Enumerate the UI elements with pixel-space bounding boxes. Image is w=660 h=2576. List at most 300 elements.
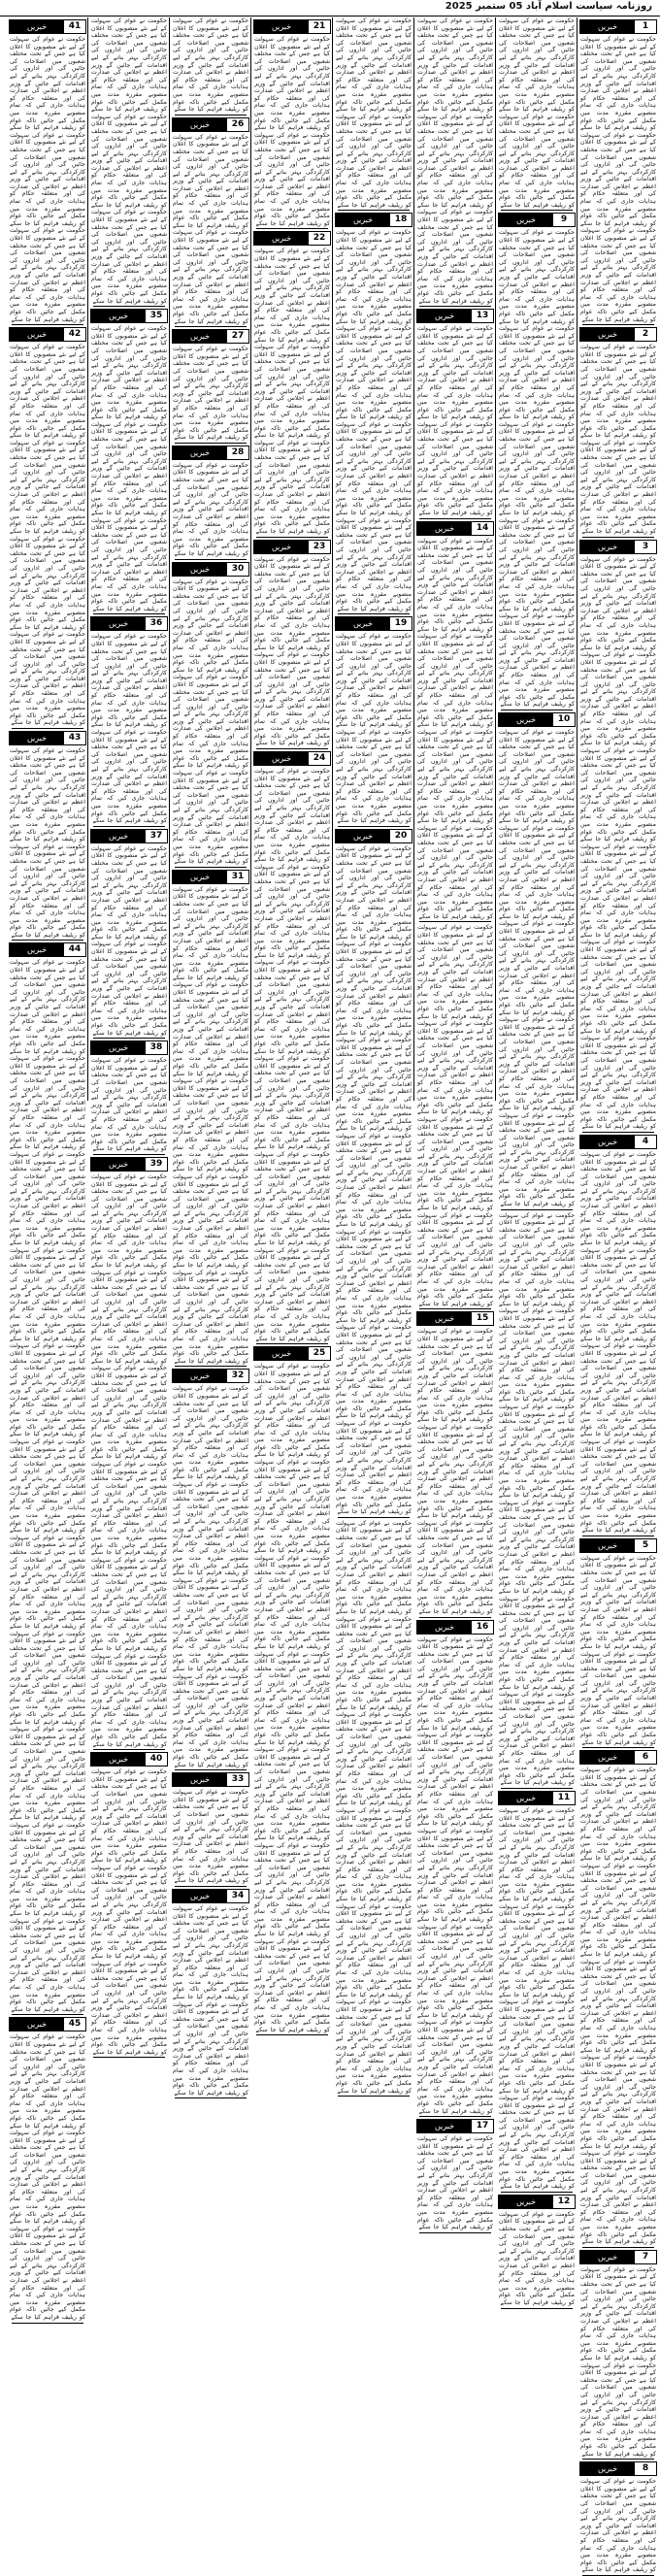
news-item-label: خبریں xyxy=(254,1347,309,1360)
item-divider xyxy=(93,1749,165,1750)
column-rule xyxy=(169,17,170,1101)
news-item-label: خبریں xyxy=(417,310,472,322)
news-item-body: حکومت نے عوام کی سہولت کے لیے نئے منصوبوں کا اعلان کیا ہے جس کے تحت مختلف شعبوں میں اصلاحات کی جائیں گی اور اداروں کی کارکردگی بہتر بنانے کے لیے اقدامات کیے جائیں گے وزیر اعظم نے اجلاس کی صدارت کی اور متعلقہ حکام کو ہدایات جاری کیں کہ تمام منصوبے مقررہ مدت میں مکمل کیے جائیں تاکہ عوام کو ریلیف فراہم کیا جا سکے xyxy=(580,2478,656,2574)
column-rule xyxy=(413,17,414,1101)
news-item xyxy=(171,329,250,444)
news-item-body: حکومت نے عوام کی سہولت کے لیے نئے منصوبوں کا اعلان کیا ہے جس کے تحت مختلف شعبوں میں اصلاحات کی جائیں گی اور اداروں کی کارکردگی بہتر بنانے کے لیے اقدامات کیے جائیں گے وزیر اعظم نے اجلاس کی صدارت کی اور متعلقہ حکام کو ہدایات جاری کیں کہ تمام منصوبے مقررہ مدت میں مکمل کیے جائیں تاکہ عوام کو ریلیف فراہم کیا جا سکے حکومت نے عوام کی سہولت کے لیے نئے منصوبوں کا اعلان کیا ہے جس کے تحت مختلف شعبوں میں اصلاحات کی جائیں گی اور اداروں کی کارکردگی بہتر بنانے کے لیے اقدامات کیے جائیں گے وزیر اعظم نے اجلاس کی صدارت کی اور متعلقہ حکام کو ہدایات جاری کیں کہ تمام منصوبے مقررہ مدت میں مکمل کیے جائیں تاکہ عوام کو ریلیف فراہم کیا جا سکے حکومت نے عوام کی سہولت کے لیے نئے منصوبوں کا اعلان کیا ہے جس کے تحت مختلف شعبوں میں اصلاحات کی جائیں گی اور اداروں کی کارکردگی بہتر بنانے کے لیے اقدامات کیے جائیں گے وزیر اعظم نے اجلاس کی صدارت کی اور متعلقہ حکام کو ہدایات جاری کیں کہ تمام منصوبے مقررہ مدت میں مکمل کیے جائیں تاکہ عوام کو ریلیف فراہم کیا جا سکے حکومت نے عوام کی سہولت کے لیے نئے منصوبوں کا اعلان کیا ہے جس کے تحت مختلف شعبوں میں اصلاحات کی جائیں گی اور اداروں کی کارکردگی بہتر بنانے کے لیے اقدامات کیے جائیں گے وزیر اعظم نے اجلاس کی صدارت کی اور متعلقہ حکام کو ہدایات جاری کیں کہ تمام منصوبے مقررہ مدت میں مکمل کیے جائیں تاکہ عوام کو ریلیف فراہم کیا جا سکے حکومت نے عوام کی سہولت کے لیے نئے منصوبوں کا اعلان کیا ہے جس کے تحت مختلف شعبوں میں اصلاحات کی جائیں گی اور اداروں کی کارکردگی بہتر بنانے کے لیے اقدامات کیے جائیں گے وزیر اعظم نے اجلاس کی صدارت کی اور متعلقہ حکام کو ہدایات جاری کیں کہ تمام منصوبے مقررہ مدت میں مکمل کیے جائیں تاکہ عوام کو ریلیف فراہم کیا جا سکے حکومت نے عوام کی سہولت کے لیے نئے منصوبوں کا اعلان کیا ہے جس کے تحت مختلف شعبوں میں اصلاحات کی جائیں گی اور اداروں کی کارکردگی بہتر بنانے کے لیے اقدامات کیے جائیں گے وزیر اعظم نے اجلاس کی صدارت کی اور متعلقہ حکام کو ہدایات جاری کیں کہ تمام منصوبے مقررہ مدت میں مکمل کیے جائیں تاکہ عوام کو ریلیف فراہم کیا جا سکے حکومت نے عوام کی سہولت کے لیے نئے منصوبوں کا اعلان کیا ہے جس کے تحت مختلف شعبوں میں اصلاحات کی جائیں گی اور اداروں کی کارکردگی بہتر بنانے کے لیے اقدامات کیے جائیں گے وزیر اعظم نے اجلاس کی صدارت کی اور متعلقہ حکام کو ہدایات جاری کیں کہ تمام منصوبے مقررہ مدت میں مکمل کیے جائیں تاکہ عوام کو ریلیف فراہم کیا جا سکے xyxy=(254,1363,330,2033)
masthead xyxy=(0,0,660,17)
item-divider xyxy=(501,2308,573,2309)
news-item-header xyxy=(498,1791,576,1805)
news-item-body: حکومت نے عوام کی سہولت کے لیے نئے منصوبوں کا اعلان کیا ہے جس کے تحت مختلف شعبوں میں اصلاحات کی جائیں گی اور اداروں کی کارکردگی بہتر بنانے کے لیے اقدامات کیے جائیں گے وزیر اعظم نے اجلاس کی صدارت کی اور متعلقہ حکام کو ہدایات جاری کیں کہ تمام منصوبے مقررہ مدت میں مکمل کیے جائیں تاکہ عوام کو ریلیف فراہم کیا جا سکے حکومت نے عوام کی سہولت کے لیے نئے منصوبوں کا اعلان کیا ہے جس کے تحت مختلف شعبوں میں اصلاحات کی جائیں گی اور اداروں کی کارکردگی بہتر بنانے کے لیے اقدامات کیے جائیں گے وزیر اعظم نے اجلاس کی صدارت کی اور متعلقہ حکام کو ہدایات جاری کیں کہ تمام منصوبے مقررہ مدت میں مکمل کیے جائیں تاکہ عوام کو ریلیف فراہم کیا جا سکے xyxy=(91,633,167,825)
news-item-body: حکومت نے عوام کی سہولت کے لیے نئے منصوبوں کا اعلان کیا ہے جس کے تحت مختلف شعبوں میں اصلاحات کی جائیں گی اور اداروں کی کارکردگی بہتر بنانے کے لیے اقدامات کیے جائیں گے وزیر اعظم نے اجلاس کی صدارت کی اور متعلقہ حکام کو ہدایات جاری کیں کہ تمام منصوبے مقررہ مدت میں مکمل کیے جائیں تاکہ عوام کو ریلیف فراہم کیا جا سکے حکومت نے عوام کی سہولت کے لیے نئے منصوبوں کا اعلان کیا ہے جس کے تحت مختلف شعبوں میں اصلاحات کی جائیں گی اور اداروں کی کارکردگی بہتر بنانے کے لیے اقدامات کیے جائیں گے وزیر اعظم نے اجلاس کی صدارت کی اور متعلقہ حکام کو ہدایات جاری کیں کہ تمام منصوبے مقررہ مدت میں مکمل کیے جائیں تاکہ عوام کو ریلیف فراہم کیا جا سکے حکومت نے عوام کی سہولت کے لیے نئے منصوبوں کا اعلان کیا ہے جس کے تحت مختلف شعبوں میں اصلاحات کی جائیں گی اور اداروں کی کارکردگی بہتر بنانے کے لیے اقدامات کیے جائیں گے وزیر اعظم نے اجلاس کی صدارت کی اور متعلقہ حکام کو ہدایات جاری کیں کہ تمام منصوبے مقررہ مدت میں مکمل کیے جائیں تاکہ عوام کو ریلیف فراہم کیا جا سکے xyxy=(91,325,167,612)
news-item-body: حکومت نے عوام کی سہولت کے لیے نئے منصوبوں کا اعلان کیا ہے جس کے تحت مختلف شعبوں میں اصلاحات کی جائیں گی اور اداروں کی کارکردگی بہتر بنانے کے لیے اقدامات کیے جائیں گے وزیر اعظم نے اجلاس کی صدارت کی اور متعلقہ حکام کو ہدایات جاری کیں کہ تمام منصوبے مقررہ مدت میں مکمل کیے جائیں تاکہ عوام کو ریلیف فراہم کیا جا سکے xyxy=(173,346,248,442)
news-item xyxy=(89,1157,169,1750)
news-item-label: خبریں xyxy=(91,617,146,630)
news-item-body: حکومت نے عوام کی سہولت کے لیے نئے منصوبوں کا اعلان کیا ہے جس کے تحت مختلف شعبوں میں اصلاحات کی جائیں گی اور اداروں کی کارکردگی بہتر بنانے کے لیے اقدامات کیے جائیں گے وزیر اعظم نے اجلاس کی صدارت کی اور متعلقہ حکام کو ہدایات جاری کیں کہ تمام منصوبے مقررہ مدت میں مکمل کیے جائیں تاکہ عوام کو ریلیف فراہم کیا جا سکے xyxy=(91,1057,167,1153)
item-divider xyxy=(175,1886,247,1887)
news-item-header xyxy=(579,19,657,34)
news-item-number: 38 xyxy=(146,1041,167,1054)
news-item-body: حکومت نے عوام کی سہولت کے لیے نئے منصوبوں کا اعلان کیا ہے جس کے تحت مختلف شعبوں میں اصلاحات کی جائیں گی اور اداروں کی کارکردگی بہتر بنانے کے لیے اقدامات کیے جائیں گے وزیر اعظم نے اجلاس کی صدارت کی اور متعلقہ حکام کو ہدایات جاری کیں کہ تمام منصوبے مقررہ مدت میں مکمل کیے جائیں تاکہ عوام کو ریلیف فراہم کیا جا سکے حکومت نے عوام کی سہولت کے لیے نئے منصوبوں کا اعلان کیا ہے جس کے تحت مختلف شعبوں میں اصلاحات کی جائیں گی اور اداروں کی کارکردگی بہتر بنانے کے لیے اقدامات کیے جائیں گے وزیر اعظم نے اجلاس کی صدارت کی اور متعلقہ حکام کو ہدایات جاری کیں کہ تمام منصوبے مقررہ مدت میں مکمل کیے جائیں تاکہ عوام کو ریلیف فراہم کیا جا سکے xyxy=(336,633,412,825)
news-item-header xyxy=(172,117,249,132)
news-item-body: حکومت نے عوام کی سہولت کے لیے نئے منصوبوں کا اعلان کیا ہے جس کے تحت مختلف شعبوں میں اصلاحات کی جائیں گی اور اداروں کی کارکردگی بہتر بنانے کے لیے اقدامات کیے جائیں گے وزیر اعظم نے اجلاس کی صدارت کی اور متعلقہ حکام کو ہدایات جاری کیں کہ تمام منصوبے مقررہ مدت میں مکمل کیے جائیں تاکہ عوام کو ریلیف فراہم کیا جا سکے حکومت نے عوام کی سہولت کے لیے نئے منصوبوں کا اعلان کیا ہے جس کے تحت مختلف شعبوں میں اصلاحات کی جائیں گی اور اداروں کی کارکردگی بہتر بنانے کے لیے اقدامات کیے جائیں گے وزیر اعظم نے اجلاس کی صدارت کی اور متعلقہ حکام کو ہدایات جاری کیں کہ تمام منصوبے مقررہ مدت میں مکمل کیے جائیں تاکہ عوام کو ریلیف فراہم کیا جا سکے xyxy=(580,2265,656,2458)
column-rule xyxy=(495,17,496,1101)
news-item xyxy=(578,19,658,325)
news-item-body: حکومت نے عوام کی سہولت کے لیے نئے منصوبوں کا اعلان کیا ہے جس کے تحت مختلف شعبوں میں اصلاحات کی جائیں گی اور اداروں کی کارکردگی بہتر بنانے کے لیے اقدامات کیے جائیں گے وزیر اعظم نے اجلاس کی صدارت کی اور متعلقہ حکام کو ہدایات جاری کیں کہ تمام منصوبے مقررہ مدت میں مکمل کیے جائیں تاکہ عوام کو ریلیف فراہم کیا جا سکے حکومت نے عوام کی سہولت کے لیے نئے منصوبوں کا اعلان کیا ہے جس کے تحت مختلف شعبوں میں اصلاحات کی جائیں گی اور اداروں کی کارکردگی بہتر بنانے کے لیے اقدامات کیے جائیں گے وزیر اعظم نے اجلاس کی صدارت کی اور متعلقہ حکام کو ہدایات جاری کیں کہ تمام منصوبے مقررہ مدت میں مکمل کیے جائیں تاکہ عوام کو ریلیف فراہم کیا جا سکے xyxy=(173,133,248,325)
news-item-label: خبریں xyxy=(417,1312,472,1325)
item-divider xyxy=(175,1769,247,1770)
news-item-number: 44 xyxy=(64,943,85,956)
news-item-number: 26 xyxy=(227,118,248,131)
news-item xyxy=(415,1311,495,1617)
news-item-label: خبریں xyxy=(10,2018,64,2031)
news-item-body: حکومت نے عوام کی سہولت کے لیے نئے منصوبوں کا اعلان کیا ہے جس کے تحت مختلف شعبوں میں اصلاحات کی جائیں گی اور اداروں کی کارکردگی بہتر بنانے کے لیے اقدامات کیے جائیں گے وزیر اعظم نے اجلاس کی صدارت کی اور متعلقہ حکام کو ہدایات جاری کیں کہ تمام منصوبے مقررہ مدت میں مکمل کیے جائیں تاکہ عوام کو ریلیف فراہم کیا جا سکے حکومت نے عوام کی سہولت کے لیے نئے منصوبوں کا اعلان کیا ہے جس کے تحت مختلف شعبوں میں اصلاحات کی جائیں گی اور اداروں کی کارکردگی بہتر بنانے کے لیے اقدامات کیے جائیں گے وزیر اعظم نے اجلاس کی صدارت کی اور متعلقہ حکام کو ہدایات جاری کیں کہ تمام منصوبے مقررہ مدت میں مکمل کیے جائیں تاکہ عوام کو ریلیف فراہم کیا جا سکے حکومت نے عوام کی سہولت کے لیے نئے منصوبوں کا اعلان کیا ہے جس کے تحت مختلف شعبوں میں اصلاحات کی جائیں گی اور اداروں کی کارکردگی بہتر بنانے کے لیے اقدامات کیے جائیں گے وزیر اعظم نے اجلاس کی صدارت کی اور متعلقہ حکام کو ہدایات جاری کیں کہ تمام منصوبے مقررہ مدت میں مکمل کیے جائیں تاکہ عوام کو ریلیف فراہم کیا جا سکے xyxy=(10,2033,85,2321)
news-item xyxy=(497,712,577,1210)
news-item-header xyxy=(253,751,331,766)
item-divider xyxy=(419,518,491,519)
news-item-number: 33 xyxy=(227,1773,248,1786)
column-rule xyxy=(87,17,88,1101)
item-divider xyxy=(338,2096,410,2097)
news-item-label: خبریں xyxy=(580,2462,635,2475)
news-item-label: خبریں xyxy=(173,1773,227,1786)
item-divider xyxy=(256,2034,328,2035)
column-rule xyxy=(332,17,333,1101)
news-item xyxy=(252,751,332,1344)
news-item-header xyxy=(579,327,657,342)
news-item-label: خبریں xyxy=(173,1890,227,1902)
news-item-label: خبریں xyxy=(336,214,390,226)
news-item-number: 14 xyxy=(472,522,493,535)
news-item-body: حکومت نے عوام کی سہولت کے لیے نئے منصوبوں کا اعلان کیا ہے جس کے تحت مختلف شعبوں میں اصلاحات کی جائیں گی اور اداروں کی کارکردگی بہتر بنانے کے لیے اقدامات کیے جائیں گے وزیر اعظم نے اجلاس کی صدارت کی اور متعلقہ حکام کو ہدایات جاری کیں کہ تمام منصوبے مقررہ مدت میں مکمل کیے جائیں تاکہ عوام کو ریلیف فراہم کیا جا سکے حکومت نے عوام کی سہولت کے لیے نئے منصوبوں کا اعلان کیا ہے جس کے تحت مختلف شعبوں میں اصلاحات کی جائیں گی اور اداروں کی کارکردگی بہتر بنانے کے لیے اقدامات کیے جائیں گے وزیر اعظم نے اجلاس کی صدارت کی اور متعلقہ حکام کو ہدایات جاری کیں کہ تمام منصوبے مقررہ مدت میں مکمل کیے جائیں تاکہ عوام کو ریلیف فراہم کیا جا سکے حکومت نے عوام کی سہولت کے لیے نئے منصوبوں کا اعلان کیا ہے جس کے تحت مختلف شعبوں میں اصلاحات کی جائیں گی اور اداروں کی کارکردگی بہتر بنانے کے لیے اقدامات کیے جائیں گے وزیر اعظم نے اجلاس کی صدارت کی اور متعلقہ حکام کو ہدایات جاری کیں کہ تمام منصوبے مقررہ مدت میں مکمل کیے جائیں تاکہ عوام کو ریلیف فراہم کیا جا سکے حکومت نے عوام کی سہولت کے لیے نئے منصوبوں کا اعلان کیا ہے جس کے تحت مختلف شعبوں میں اصلاحات کی جائیں گی اور اداروں کی کارکردگی بہتر بنانے کے لیے اقدامات کیے جائیں گے وزیر اعظم نے اجلاس کی صدارت کی اور متعلقہ حکام کو ہدایات جاری کیں کہ تمام منصوبے مقررہ مدت میں مکمل کیے جائیں تاکہ عوام کو ریلیف فراہم کیا جا سکے حکومت نے عوام کی سہولت کے لیے نئے منصوبوں کا اعلان کیا ہے جس کے تحت مختلف شعبوں میں اصلاحات کی جائیں گی اور اداروں کی کارکردگی بہتر بنانے کے لیے اقدامات کیے جائیں گے وزیر اعظم نے اجلاس کی صدارت کی اور متعلقہ حکام کو ہدایات جاری کیں کہ تمام منصوبے مقررہ مدت میں مکمل کیے جائیں تاکہ عوام کو ریلیف فراہم کیا جا سکے xyxy=(499,229,575,709)
item-divider xyxy=(582,1747,654,1748)
masthead-title: روزنامہ سیاست اسلام آباد 05 ستمبر 2025 xyxy=(445,1,652,12)
news-item xyxy=(334,1520,413,2097)
news-item xyxy=(578,540,658,1133)
news-item-label: خبریں xyxy=(417,522,472,535)
news-item xyxy=(171,870,250,1368)
news-item xyxy=(415,924,495,1309)
news-item-number: 40 xyxy=(146,1753,167,1766)
news-item-number: 19 xyxy=(390,617,412,630)
news-item-body: حکومت نے عوام کی سہولت کے لیے نئے منصوبوں کا اعلان کیا ہے جس کے تحت مختلف شعبوں میں اصلاحات کی جائیں گی اور اداروں کی کارکردگی بہتر بنانے کے لیے اقدامات کیے جائیں گے وزیر اعظم نے اجلاس کی صدارت کی اور متعلقہ حکام کو ہدایات جاری کیں کہ تمام منصوبے مقررہ مدت میں مکمل کیے جائیں تاکہ عوام کو ریلیف فراہم کیا جا سکے حکومت نے عوام کی سہولت کے لیے نئے منصوبوں کا اعلان کیا ہے جس کے تحت مختلف شعبوں میں اصلاحات کی جائیں گی اور اداروں کی کارکردگی بہتر بنانے کے لیے اقدامات کیے جائیں گے وزیر اعظم نے اجلاس کی صدارت کی اور متعلقہ حکام کو ہدایات جاری کیں کہ تمام منصوبے مقررہ مدت میں مکمل کیے جائیں تاکہ عوام کو ریلیف فراہم کیا جا سکے حکومت نے عوام کی سہولت کے لیے نئے منصوبوں کا اعلان کیا ہے جس کے تحت مختلف شعبوں میں اصلاحات کی جائیں گی اور اداروں کی کارکردگی بہتر بنانے کے لیے اقدامات کیے جائیں گے وزیر اعظم نے اجلاس کی صدارت کی اور متعلقہ حکام کو ہدایات جاری کیں کہ تمام منصوبے مقررہ مدت میں مکمل کیے جائیں تاکہ عوام کو ریلیف فراہم کیا جا سکے xyxy=(91,17,167,305)
item-divider xyxy=(175,2097,247,2098)
news-item-header xyxy=(9,327,86,342)
news-item-body: حکومت نے عوام کی سہولت کے لیے نئے منصوبوں کا اعلان کیا ہے جس کے تحت مختلف شعبوں میں اصلاحات کی جائیں گی اور اداروں کی کارکردگی بہتر بنانے کے لیے اقدامات کیے جائیں گے وزیر اعظم نے اجلاس کی صدارت کی اور متعلقہ حکام کو ہدایات جاری کیں کہ تمام منصوبے مقررہ مدت میں مکمل کیے جائیں تاکہ عوام کو ریلیف فراہم کیا جا سکے حکومت نے عوام کی سہولت کے لیے نئے منصوبوں کا اعلان کیا ہے جس کے تحت مختلف شعبوں میں اصلاحات کی جائیں گی اور اداروں کی کارکردگی بہتر بنانے کے لیے اقدامات کیے جائیں گے وزیر اعظم نے اجلاس کی صدارت کی اور متعلقہ حکام کو ہدایات جاری کیں کہ تمام منصوبے مقررہ مدت میں مکمل کیے جائیں تاکہ عوام کو ریلیف فراہم کیا جا سکے xyxy=(254,555,330,747)
item-divider xyxy=(419,2116,491,2117)
news-item-body: حکومت نے عوام کی سہولت کے لیے نئے منصوبوں کا اعلان کیا ہے جس کے تحت مختلف شعبوں میں اصلاحات کی جائیں گی اور اداروں کی کارکردگی بہتر بنانے کے لیے اقدامات کیے جائیں گے وزیر اعظم نے اجلاس کی صدارت کی اور متعلقہ حکام کو ہدایات جاری کیں کہ تمام منصوبے مقررہ مدت میں مکمل کیے جائیں تاکہ عوام کو ریلیف فراہم کیا جا سکے xyxy=(173,461,248,557)
news-item-number: 42 xyxy=(64,328,85,341)
news-item-label: خبریں xyxy=(336,830,390,842)
item-divider xyxy=(12,2323,83,2324)
news-item xyxy=(252,19,332,229)
news-item-header xyxy=(498,2195,576,2209)
news-item-number: 22 xyxy=(309,232,330,245)
news-item-body: حکومت نے عوام کی سہولت کے لیے نئے منصوبوں کا اعلان کیا ہے جس کے تحت مختلف شعبوں میں اصلاحات کی جائیں گی اور اداروں کی کارکردگی بہتر بنانے کے لیے اقدامات کیے جائیں گے وزیر اعظم نے اجلاس کی صدارت کی اور متعلقہ حکام کو ہدایات جاری کیں کہ تمام منصوبے مقررہ مدت میں مکمل کیے جائیں تاکہ عوام کو ریلیف فراہم کیا جا سکے حکومت نے عوام کی سہولت کے لیے نئے منصوبوں کا اعلان کیا ہے جس کے تحت مختلف شعبوں میں اصلاحات کی جائیں گی اور اداروں کی کارکردگی بہتر بنانے کے لیے اقدامات کیے جائیں گے وزیر اعظم نے اجلاس کی صدارت کی اور متعلقہ حکام کو ہدایات جاری کیں کہ تمام منصوبے مقررہ مدت میں مکمل کیے جائیں تاکہ عوام کو ریلیف فراہم کیا جا سکے حکومت نے عوام کی سہولت کے لیے نئے منصوبوں کا اعلان کیا ہے جس کے تحت مختلف شعبوں میں اصلاحات کی جائیں گی اور اداروں کی کارکردگی بہتر بنانے کے لیے اقدامات کیے جائیں گے وزیر اعظم نے اجلاس کی صدارت کی اور متعلقہ حکام کو ہدایات جاری کیں کہ تمام منصوبے مقررہ مدت میں مکمل کیے جائیں تاکہ عوام کو ریلیف فراہم کیا جا سکے xyxy=(580,36,656,323)
news-item-number: 8 xyxy=(635,2462,656,2475)
column-rule xyxy=(577,17,578,1101)
news-item xyxy=(252,540,332,749)
news-item xyxy=(171,1889,250,2098)
item-divider xyxy=(175,867,247,868)
news-item-number: 7 xyxy=(635,2251,656,2263)
news-item-header xyxy=(9,731,86,745)
news-item-label: خبریں xyxy=(254,20,309,33)
item-divider xyxy=(12,2014,83,2015)
news-item-header xyxy=(498,213,576,227)
news-item-header xyxy=(90,309,168,323)
news-item-label: خبریں xyxy=(580,20,635,33)
item-divider xyxy=(175,559,247,560)
news-item xyxy=(8,2017,87,2323)
news-item-number: 16 xyxy=(472,1621,493,1634)
news-item xyxy=(578,2250,658,2460)
news-item-label: خبریں xyxy=(10,732,64,744)
news-item xyxy=(171,562,250,868)
news-item-label: خبریں xyxy=(173,118,227,131)
news-item-body: حکومت نے عوام کی سہولت کے لیے نئے منصوبوں کا اعلان کیا ہے جس کے تحت مختلف شعبوں میں اصلاحات کی جائیں گی اور اداروں کی کارکردگی بہتر بنانے کے لیے اقدامات کیے جائیں گے وزیر اعظم نے اجلاس کی صدارت کی اور متعلقہ حکام کو ہدایات جاری کیں کہ تمام منصوبے مقررہ مدت میں مکمل کیے جائیں تاکہ عوام کو ریلیف فراہم کیا جا سکے حکومت نے عوام کی سہولت کے لیے نئے منصوبوں کا اعلان کیا ہے جس کے تحت مختلف شعبوں میں اصلاحات کی جائیں گی اور اداروں کی کارکردگی بہتر بنانے کے لیے اقدامات کیے جائیں گے وزیر اعظم نے اجلاس کی صدارت کی اور متعلقہ حکام کو ہدایات جاری کیں کہ تمام منصوبے مقررہ مدت میں مکمل کیے جائیں تاکہ عوام کو ریلیف فراہم کیا جا سکے حکومت نے عوام کی سہولت کے لیے نئے منصوبوں کا اعلان کیا ہے جس کے تحت مختلف شعبوں میں اصلاحات کی جائیں گی اور اداروں کی کارکردگی بہتر بنانے کے لیے اقدامات کیے جائیں گے وزیر اعظم نے اجلاس کی صدارت کی اور متعلقہ حکام کو ہدایات جاری کیں کہ تمام منصوبے مقررہ مدت میں مکمل کیے جائیں تاکہ عوام کو ریلیف فراہم کیا جا سکے xyxy=(417,1328,493,1615)
news-item xyxy=(497,1791,577,2193)
news-item-number: 45 xyxy=(64,2018,85,2031)
news-item-body: حکومت نے عوام کی سہولت کے لیے نئے منصوبوں کا اعلان کیا ہے جس کے تحت مختلف شعبوں میں اصلاحات کی جائیں گی اور اداروں کی کارکردگی بہتر بنانے کے لیے اقدامات کیے جائیں گے وزیر اعظم نے اجلاس کی صدارت کی اور متعلقہ حکام کو ہدایات جاری کیں کہ تمام منصوبے مقررہ مدت میں مکمل کیے جائیں تاکہ عوام کو ریلیف فراہم کیا جا سکے حکومت نے عوام کی سہولت کے لیے نئے منصوبوں کا اعلان کیا ہے جس کے تحت مختلف شعبوں میں اصلاحات کی جائیں گی اور اداروں کی کارکردگی بہتر بنانے کے لیے اقدامات کیے جائیں گے وزیر اعظم نے اجلاس کی صدارت کی اور متعلقہ حکام کو ہدایات جاری کیں کہ تمام منصوبے مقررہ مدت میں مکمل کیے جائیں تاکہ عوام کو ریلیف فراہم کیا جا سکے حکومت نے عوام کی سہولت کے لیے نئے منصوبوں کا اعلان کیا ہے جس کے تحت مختلف شعبوں میں اصلاحات کی جائیں گی اور اداروں کی کارکردگی بہتر بنانے کے لیے اقدامات کیے جائیں گے وزیر اعظم نے اجلاس کی صدارت کی اور متعلقہ حکام کو ہدایات جاری کیں کہ تمام منصوبے مقررہ مدت میں مکمل کیے جائیں تاکہ عوام کو ریلیف فراہم کیا جا سکے xyxy=(417,17,493,305)
column-8 xyxy=(8,17,87,2321)
news-item-header xyxy=(172,870,249,884)
news-item-body: حکومت نے عوام کی سہولت کے لیے نئے منصوبوں کا اعلان کیا ہے جس کے تحت مختلف شعبوں میں اصلاحات کی جائیں گی اور اداروں کی کارکردگی بہتر بنانے کے لیے اقدامات کیے جائیں گے وزیر اعظم نے اجلاس کی صدارت کی اور متعلقہ حکام کو ہدایات جاری کیں کہ تمام منصوبے مقررہ مدت میں مکمل کیے جائیں تاکہ عوام کو ریلیف فراہم کیا جا سکے حکومت نے عوام کی سہولت کے لیے نئے منصوبوں کا اعلان کیا ہے جس کے تحت مختلف شعبوں میں اصلاحات کی جائیں گی اور اداروں کی کارکردگی بہتر بنانے کے لیے اقدامات کیے جائیں گے وزیر اعظم نے اجلاس کی صدارت کی اور متعلقہ حکام کو ہدایات جاری کیں کہ تمام منصوبے مقررہ مدت میں مکمل کیے جائیں تاکہ عوام کو ریلیف فراہم کیا جا سکے حکومت نے عوام کی سہولت کے لیے نئے منصوبوں کا اعلان کیا ہے جس کے تحت مختلف شعبوں میں اصلاحات کی جائیں گی اور اداروں کی کارکردگی بہتر بنانے کے لیے اقدامات کیے جائیں گے وزیر اعظم نے اجلاس کی صدارت کی اور متعلقہ حکام کو ہدایات جاری کیں کہ تمام منصوبے مقررہ مدت میں مکمل کیے جائیں تاکہ عوام کو ریلیف فراہم کیا جا سکے xyxy=(91,1768,167,2056)
column-2 xyxy=(497,17,577,2306)
news-item xyxy=(415,309,495,518)
news-item-number: 15 xyxy=(472,1312,493,1325)
news-item-body: حکومت نے عوام کی سہولت کے لیے نئے منصوبوں کا اعلان کیا ہے جس کے تحت مختلف شعبوں میں اصلاحات کی جائیں گی اور اداروں کی کارکردگی بہتر بنانے کے لیے اقدامات کیے جائیں گے وزیر اعظم نے اجلاس کی صدارت کی اور متعلقہ حکام کو ہدایات جاری کیں کہ تمام منصوبے مقررہ مدت میں مکمل کیے جائیں تاکہ عوام کو ریلیف فراہم کیا جا سکے حکومت نے عوام کی سہولت کے لیے نئے منصوبوں کا اعلان کیا ہے جس کے تحت مختلف شعبوں میں اصلاحات کی جائیں گی اور اداروں کی کارکردگی بہتر بنانے کے لیے اقدامات کیے جائیں گے وزیر اعظم نے اجلاس کی صدارت کی اور متعلقہ حکام کو ہدایات جاری کیں کہ تمام منصوبے مقررہ مدت میں مکمل کیے جائیں تاکہ عوام کو ریلیف فراہم کیا جا سکے حکومت نے عوام کی سہولت کے لیے نئے منصوبوں کا اعلان کیا ہے جس کے تحت مختلف شعبوں میں اصلاحات کی جائیں گی اور اداروں کی کارکردگی بہتر بنانے کے لیے اقدامات کیے جائیں گے وزیر اعظم نے اجلاس کی صدارت کی اور متعلقہ حکام کو ہدایات جاری کیں کہ تمام منصوبے مقررہ مدت میں مکمل کیے جائیں تاکہ عوام کو ریلیف فراہم کیا جا سکے حکومت نے عوام کی سہولت کے لیے نئے منصوبوں کا اعلان کیا ہے جس کے تحت مختلف شعبوں میں اصلاحات کی جائیں گی اور اداروں کی کارکردگی بہتر بنانے کے لیے اقدامات کیے جائیں گے وزیر اعظم نے اجلاس کی صدارت کی اور متعلقہ حکام کو ہدایات جاری کیں کہ تمام منصوبے مقررہ مدت میں مکمل کیے جائیں تاکہ عوام کو ریلیف فراہم کیا جا سکے حکومت نے عوام کی سہولت کے لیے نئے منصوبوں کا اعلان کیا ہے جس کے تحت مختلف شعبوں میں اصلاحات کی جائیں گی اور اداروں کی کارکردگی بہتر بنانے کے لیے اقدامات کیے جائیں گے وزیر اعظم نے اجلاس کی صدارت کی اور متعلقہ حکام کو ہدایات جاری کیں کہ تمام منصوبے مقررہ مدت میں مکمل کیے جائیں تاکہ عوام کو ریلیف فراہم کیا جا سکے xyxy=(417,1635,493,2115)
news-item-body: حکومت نے عوام کی سہولت کے لیے نئے منصوبوں کا اعلان کیا ہے جس کے تحت مختلف شعبوں میں اصلاحات کی جائیں گی اور اداروں کی کارکردگی بہتر بنانے کے لیے اقدامات کیے جائیں گے وزیر اعظم نے اجلاس کی صدارت کی اور متعلقہ حکام کو ہدایات جاری کیں کہ تمام منصوبے مقررہ مدت میں مکمل کیے جائیں تاکہ عوام کو ریلیف فراہم کیا جا سکے حکومت نے عوام کی سہولت کے لیے نئے منصوبوں کا اعلان کیا ہے جس کے تحت مختلف شعبوں میں اصلاحات کی جائیں گی اور اداروں کی کارکردگی بہتر بنانے کے لیے اقدامات کیے جائیں گے وزیر اعظم نے اجلاس کی صدارت کی اور متعلقہ حکام کو ہدایات جاری کیں کہ تمام منصوبے مقررہ مدت میں مکمل کیے جائیں تاکہ عوام کو ریلیف فراہم کیا جا سکے xyxy=(417,325,493,516)
news-item xyxy=(578,2461,658,2576)
news-item-label: خبریں xyxy=(91,310,146,322)
news-item-number: 23 xyxy=(309,541,330,553)
news-item-header xyxy=(579,2461,657,2476)
news-item-label: خبریں xyxy=(254,232,309,245)
news-item-body: حکومت نے عوام کی سہولت کے لیے نئے منصوبوں کا اعلان کیا ہے جس کے تحت مختلف شعبوں میں اصلاحات کی جائیں گی اور اداروں کی کارکردگی بہتر بنانے کے لیے اقدامات کیے جائیں گے وزیر اعظم نے اجلاس کی صدارت کی اور متعلقہ حکام کو ہدایات جاری کیں کہ تمام منصوبے مقررہ مدت میں مکمل کیے جائیں تاکہ عوام کو ریلیف فراہم کیا جا سکے حکومت نے عوام کی سہولت کے لیے نئے منصوبوں کا اعلان کیا ہے جس کے تحت مختلف شعبوں میں اصلاحات کی جائیں گی اور اداروں کی کارکردگی بہتر بنانے کے لیے اقدامات کیے جائیں گے وزیر اعظم نے اجلاس کی صدارت کی اور متعلقہ حکام کو ہدایات جاری کیں کہ تمام منصوبے مقررہ مدت میں مکمل کیے جائیں تاکہ عوام کو ریلیف فراہم کیا جا سکے xyxy=(254,36,330,227)
news-item-body: حکومت نے عوام کی سہولت کے لیے نئے منصوبوں کا اعلان کیا ہے جس کے تحت مختلف شعبوں میں اصلاحات کی جائیں گی اور اداروں کی کارکردگی بہتر بنانے کے لیے اقدامات کیے جائیں گے وزیر اعظم نے اجلاس کی صدارت کی اور متعلقہ حکام کو ہدایات جاری کیں کہ تمام منصوبے مقررہ مدت میں مکمل کیے جائیں تاکہ عوام کو ریلیف فراہم کیا جا سکے حکومت نے عوام کی سہولت کے لیے نئے منصوبوں کا اعلان کیا ہے جس کے تحت مختلف شعبوں میں اصلاحات کی جائیں گی اور اداروں کی کارکردگی بہتر بنانے کے لیے اقدامات کیے جائیں گے وزیر اعظم نے اجلاس کی صدارت کی اور متعلقہ حکام کو ہدایات جاری کیں کہ تمام منصوبے مقررہ مدت میں مکمل کیے جائیں تاکہ عوام کو ریلیف فراہم کیا جا سکے حکومت نے عوام کی سہولت کے لیے نئے منصوبوں کا اعلان کیا ہے جس کے تحت مختلف شعبوں میں اصلاحات کی جائیں گی اور اداروں کی کارکردگی بہتر بنانے کے لیے اقدامات کیے جائیں گے وزیر اعظم نے اجلاس کی صدارت کی اور متعلقہ حکام کو ہدایات جاری کیں کہ تمام منصوبے مقررہ مدت میں مکمل کیے جائیں تاکہ عوام کو ریلیف فراہم کیا جا سکے حکومت نے عوام کی سہولت کے لیے نئے منصوبوں کا اعلان کیا ہے جس کے تحت مختلف شعبوں میں اصلاحات کی جائیں گی اور اداروں کی کارکردگی بہتر بنانے کے لیے اقدامات کیے جائیں گے وزیر اعظم نے اجلاس کی صدارت کی اور متعلقہ حکام کو ہدایات جاری کیں کہ تمام منصوبے مقررہ مدت میں مکمل کیے جائیں تاکہ عوام کو ریلیف فراہم کیا جا سکے حکومت نے عوام کی سہولت کے لیے نئے منصوبوں کا اعلان کیا ہے جس کے تحت مختلف شعبوں میں اصلاحات کی جائیں گی اور اداروں کی کارکردگی بہتر بنانے کے لیے اقدامات کیے جائیں گے وزیر اعظم نے اجلاس کی صدارت کی اور متعلقہ حکام کو ہدایات جاری کیں کہ تمام منصوبے مقررہ مدت میں مکمل کیے جائیں تاکہ عوام کو ریلیف فراہم کیا جا سکے حکومت نے عوام کی سہولت کے لیے نئے منصوبوں کا اعلان کیا ہے جس کے تحت مختلف شعبوں میں اصلاحات کی جائیں گی اور اداروں کی کارکردگی بہتر بنانے کے لیے اقدامات کیے جائیں گے وزیر اعظم نے اجلاس کی صدارت کی اور متعلقہ حکام کو ہدایات جاری کیں کہ تمام منصوبے مقررہ مدت میں مکمل کیے جائیں تاکہ عوام کو ریلیف فراہم کیا جا سکے xyxy=(499,1211,575,1787)
news-item-body: حکومت نے عوام کی سہولت کے لیے نئے منصوبوں کا اعلان کیا ہے جس کے تحت مختلف شعبوں میں اصلاحات کی جائیں گی اور اداروں کی کارکردگی بہتر بنانے کے لیے اقدامات کیے جائیں گے وزیر اعظم نے اجلاس کی صدارت کی اور متعلقہ حکام کو ہدایات جاری کیں کہ تمام منصوبے مقررہ مدت میں مکمل کیے جائیں تاکہ عوام کو ریلیف فراہم کیا جا سکے حکومت نے عوام کی سہولت کے لیے نئے منصوبوں کا اعلان کیا ہے جس کے تحت مختلف شعبوں میں اصلاحات کی جائیں گی اور اداروں کی کارکردگی بہتر بنانے کے لیے اقدامات کیے جائیں گے وزیر اعظم نے اجلاس کی صدارت کی اور متعلقہ حکام کو ہدایات جاری کیں کہ تمام منصوبے مقررہ مدت میں مکمل کیے جائیں تاکہ عوام کو ریلیف فراہم کیا جا سکے حکومت نے عوام کی سہولت کے لیے نئے منصوبوں کا اعلان کیا ہے جس کے تحت مختلف شعبوں میں اصلاحات کی جائیں گی اور اداروں کی کارکردگی بہتر بنانے کے لیے اقدامات کیے جائیں گے وزیر اعظم نے اجلاس کی صدارت کی اور متعلقہ حکام کو ہدایات جاری کیں کہ تمام منصوبے مقررہ مدت میں مکمل کیے جائیں تاکہ عوام کو ریلیف فراہم کیا جا سکے xyxy=(173,578,248,866)
news-item-number: 9 xyxy=(553,214,575,226)
news-item-number: 34 xyxy=(227,1890,248,1902)
news-item-number: 2 xyxy=(635,328,656,341)
news-item-header xyxy=(253,231,331,246)
news-item-number: 25 xyxy=(309,1347,330,1360)
news-item xyxy=(334,213,413,614)
news-item-label: خبریں xyxy=(580,2251,635,2263)
item-divider xyxy=(93,2057,165,2058)
news-item-header xyxy=(90,616,168,631)
news-item-header xyxy=(172,1772,249,1787)
item-divider xyxy=(338,826,410,827)
news-item xyxy=(497,1212,577,1789)
news-item-label: خبریں xyxy=(499,713,553,726)
news-item-body: حکومت نے عوام کی سہولت کے لیے نئے منصوبوں کا اعلان کیا ہے جس کے تحت مختلف شعبوں میں اصلاحات کی جائیں گی اور اداروں کی کارکردگی بہتر بنانے کے لیے اقدامات کیے جائیں گے وزیر اعظم نے اجلاس کی صدارت کی اور متعلقہ حکام کو ہدایات جاری کیں کہ تمام منصوبے مقررہ مدت میں مکمل کیے جائیں تاکہ عوام کو ریلیف فراہم کیا جا سکے حکومت نے عوام کی سہولت کے لیے نئے منصوبوں کا اعلان کیا ہے جس کے تحت مختلف شعبوں میں اصلاحات کی جائیں گی اور اداروں کی کارکردگی بہتر بنانے کے لیے اقدامات کیے جائیں گے وزیر اعظم نے اجلاس کی صدارت کی اور متعلقہ حکام کو ہدایات جاری کیں کہ تمام منصوبے مقررہ مدت میں مکمل کیے جائیں تاکہ عوام کو ریلیف فراہم کیا جا سکے حکومت نے عوام کی سہولت کے لیے نئے منصوبوں کا اعلان کیا ہے جس کے تحت مختلف شعبوں میں اصلاحات کی جائیں گی اور اداروں کی کارکردگی بہتر بنانے کے لیے اقدامات کیے جائیں گے وزیر اعظم نے اجلاس کی صدارت کی اور متعلقہ حکام کو ہدایات جاری کیں کہ تمام منصوبے مقررہ مدت میں مکمل کیے جائیں تاکہ عوام کو ریلیف فراہم کیا جا سکے حکومت نے عوام کی سہولت کے لیے نئے منصوبوں کا اعلان کیا ہے جس کے تحت مختلف شعبوں میں اصلاحات کی جائیں گی اور اداروں کی کارکردگی بہتر بنانے کے لیے اقدامات کیے جائیں گے وزیر اعظم نے اجلاس کی صدارت کی اور متعلقہ حکام کو ہدایات جاری کیں کہ تمام منصوبے مقررہ مدت میں مکمل کیے جائیں تاکہ عوام کو ریلیف فراہم کیا جا سکے حکومت نے عوام کی سہولت کے لیے نئے منصوبوں کا اعلان کیا ہے جس کے تحت مختلف شعبوں میں اصلاحات کی جائیں گی اور اداروں کی کارکردگی بہتر بنانے کے لیے اقدامات کیے جائیں گے وزیر اعظم نے اجلاس کی صدارت کی اور متعلقہ حکام کو ہدایات جاری کیں کہ تمام منصوبے مقررہ مدت میں مکمل کیے جائیں تاکہ عوام کو ریلیف فراہم کیا جا سکے حکومت نے عوام کی سہولت کے لیے نئے منصوبوں کا اعلان کیا ہے جس کے تحت مختلف شعبوں میں اصلاحات کی جائیں گی اور اداروں کی کارکردگی بہتر بنانے کے لیے اقدامات کیے جائیں گے وزیر اعظم نے اجلاس کی صدارت کی اور متعلقہ حکام کو ہدایات جاری کیں کہ تمام منصوبے مقررہ مدت میں مکمل کیے جائیں تاکہ عوام کو ریلیف فراہم کیا جا سکے حکومت نے عوام کی سہولت کے لیے نئے منصوبوں کا اعلان کیا ہے جس کے تحت مختلف شعبوں میں اصلاحات کی جائیں گی اور اداروں کی کارکردگی بہتر بنانے کے لیے اقدامات کیے جائیں گے وزیر اعظم نے اجلاس کی صدارت کی اور متعلقہ حکام کو ہدایات جاری کیں کہ تمام منصوبے مقررہ مدت میں مکمل کیے جائیں تاکہ عوام کو ریلیف فراہم کیا جا سکے حکومت نے عوام کی سہولت کے لیے نئے منصوبوں کا اعلان کیا ہے جس کے تحت مختلف شعبوں میں اصلاحات کی جائیں گی اور اداروں کی کارکردگی بہتر بنانے کے لیے اقدامات کیے جائیں گے وزیر اعظم نے اجلاس کی صدارت کی اور متعلقہ حکام کو ہدایات جاری کیں کہ تمام منصوبے مقررہ مدت میں مکمل کیے جائیں تاکہ عوام کو ریلیف فراہم کیا جا سکے حکومت نے عوام کی سہولت کے لیے نئے منصوبوں کا اعلان کیا ہے جس کے تحت مختلف شعبوں میں اصلاحات کی جائیں گی اور اداروں کی کارکردگی بہتر بنانے کے لیے اقدامات کیے جائیں گے وزیر اعظم نے اجلاس کی صدارت کی اور متعلقہ حکام کو ہدایات جاری کیں کہ تمام منصوبے مقررہ مدت میں مکمل کیے جائیں تاکہ عوام کو ریلیف فراہم کیا جا سکے حکومت نے عوام کی سہولت کے لیے نئے منصوبوں کا اعلان کیا ہے جس کے تحت مختلف شعبوں میں اصلاحات کی جائیں گی اور اداروں کی کارکردگی بہتر بنانے کے لیے اقدامات کیے جائیں گے وزیر اعظم نے اجلاس کی صدارت کی اور متعلقہ حکام کو ہدایات جاری کیں کہ تمام منصوبے مقررہ مدت میں مکمل کیے جائیں تاکہ عوام کو ریلیف فراہم کیا جا سکے حکومت نے عوام کی سہولت کے لیے نئے منصوبوں کا اعلان کیا ہے جس کے تحت مختلف شعبوں میں اصلاحات کی جائیں گی اور اداروں کی کارکردگی بہتر بنانے کے لیے اقدامات کیے جائیں گے وزیر اعظم نے اجلاس کی صدارت کی اور متعلقہ حکام کو ہدایات جاری کیں کہ تمام منصوبے مقررہ مدت میں مکمل کیے جائیں تاکہ عوام کو ریلیف فراہم کیا جا سکے xyxy=(10,959,85,2013)
news-item-number: 20 xyxy=(390,830,412,842)
item-divider xyxy=(419,921,491,922)
news-item-header xyxy=(90,1040,168,1055)
column-3 xyxy=(415,17,495,2231)
news-item-body: حکومت نے عوام کی سہولت کے لیے نئے منصوبوں کا اعلان کیا ہے جس کے تحت مختلف شعبوں میں اصلاحات کی جائیں گی اور اداروں کی کارکردگی بہتر بنانے کے لیے اقدامات کیے جائیں گے وزیر اعظم نے اجلاس کی صدارت کی اور متعلقہ حکام کو ہدایات جاری کیں کہ تمام منصوبے مقررہ مدت میں مکمل کیے جائیں تاکہ عوام کو ریلیف فراہم کیا جا سکے حکومت نے عوام کی سہولت کے لیے نئے منصوبوں کا اعلان کیا ہے جس کے تحت مختلف شعبوں میں اصلاحات کی جائیں گی اور اداروں کی کارکردگی بہتر بنانے کے لیے اقدامات کیے جائیں گے وزیر اعظم نے اجلاس کی صدارت کی اور متعلقہ حکام کو ہدایات جاری کیں کہ تمام منصوبے مقررہ مدت میں مکمل کیے جائیں تاکہ عوام کو ریلیف فراہم کیا جا سکے xyxy=(91,844,167,1037)
news-item xyxy=(89,17,169,307)
news-item xyxy=(89,829,169,1039)
news-item-number: 12 xyxy=(553,2196,575,2208)
news-item-header xyxy=(172,1369,249,1383)
news-item-label: خبریں xyxy=(91,1753,146,1766)
column-rule xyxy=(250,17,251,1101)
news-item-header xyxy=(579,1538,657,1553)
news-item-body: حکومت نے عوام کی سہولت کے لیے نئے منصوبوں کا اعلان کیا ہے جس کے تحت مختلف شعبوں میں اصلاحات کی جائیں گی اور اداروں کی کارکردگی بہتر بنانے کے لیے اقدامات کیے جائیں گے وزیر اعظم نے اجلاس کی صدارت کی اور متعلقہ حکام کو ہدایات جاری کیں کہ تمام منصوبے مقررہ مدت میں مکمل کیے جائیں تاکہ عوام کو ریلیف فراہم کیا جا سکے حکومت نے عوام کی سہولت کے لیے نئے منصوبوں کا اعلان کیا ہے جس کے تحت مختلف شعبوں میں اصلاحات کی جائیں گی اور اداروں کی کارکردگی بہتر بنانے کے لیے اقدامات کیے جائیں گے وزیر اعظم نے اجلاس کی صدارت کی اور متعلقہ حکام کو ہدایات جاری کیں کہ تمام منصوبے مقررہ مدت میں مکمل کیے جائیں تاکہ عوام کو ریلیف فراہم کیا جا سکے حکومت نے عوام کی سہولت کے لیے نئے منصوبوں کا اعلان کیا ہے جس کے تحت مختلف شعبوں میں اصلاحات کی جائیں گی اور اداروں کی کارکردگی بہتر بنانے کے لیے اقدامات کیے جائیں گے وزیر اعظم نے اجلاس کی صدارت کی اور متعلقہ حکام کو ہدایات جاری کیں کہ تمام منصوبے مقررہ مدت میں مکمل کیے جائیں تاکہ عوام کو ریلیف فراہم کیا جا سکے حکومت نے عوام کی سہولت کے لیے نئے منصوبوں کا اعلان کیا ہے جس کے تحت مختلف شعبوں میں اصلاحات کی جائیں گی اور اداروں کی کارکردگی بہتر بنانے کے لیے اقدامات کیے جائیں گے وزیر اعظم نے اجلاس کی صدارت کی اور متعلقہ حکام کو ہدایات جاری کیں کہ تمام منصوبے مقررہ مدت میں مکمل کیے جائیں تاکہ عوام کو ریلیف فراہم کیا جا سکے حکومت نے عوام کی سہولت کے لیے نئے منصوبوں کا اعلان کیا ہے جس کے تحت مختلف شعبوں میں اصلاحات کی جائیں گی اور اداروں کی کارکردگی بہتر بنانے کے لیے اقدامات کیے جائیں گے وزیر اعظم نے اجلاس کی صدارت کی اور متعلقہ حکام کو ہدایات جاری کیں کہ تمام منصوبے مقررہ مدت میں مکمل کیے جائیں تاکہ عوام کو ریلیف فراہم کیا جا سکے حکومت نے عوام کی سہولت کے لیے نئے منصوبوں کا اعلان کیا ہے جس کے تحت مختلف شعبوں میں اصلاحات کی جائیں گی اور اداروں کی کارکردگی بہتر بنانے کے لیے اقدامات کیے جائیں گے وزیر اعظم نے اجلاس کی صدارت کی اور متعلقہ حکام کو ہدایات جاری کیں کہ تمام منصوبے مقررہ مدت میں مکمل کیے جائیں تاکہ عوام کو ریلیف فراہم کیا جا سکے حکومت نے عوام کی سہولت کے لیے نئے منصوبوں کا اعلان کیا ہے جس کے تحت مختلف شعبوں میں اصلاحات کی جائیں گی اور اداروں کی کارکردگی بہتر بنانے کے لیے اقدامات کیے جائیں گے وزیر اعظم نے اجلاس کی صدارت کی اور متعلقہ حکام کو ہدایات جاری کیں کہ تمام منصوبے مقررہ مدت میں مکمل کیے جائیں تاکہ عوام کو ریلیف فراہم کیا جا سکے xyxy=(336,844,412,1516)
news-item-number: 11 xyxy=(553,1792,575,1804)
news-item-header xyxy=(253,19,331,34)
item-divider xyxy=(175,443,247,444)
news-item-header xyxy=(90,1157,168,1172)
news-item-label: خبریں xyxy=(10,328,64,341)
news-item-number: 37 xyxy=(146,830,167,842)
news-item xyxy=(334,829,413,1518)
news-item-label: خبریں xyxy=(254,541,309,553)
item-divider xyxy=(419,306,491,307)
news-item xyxy=(89,616,169,826)
news-item-label: خبریں xyxy=(91,1158,146,1171)
news-item-label: خبریں xyxy=(580,1539,635,1552)
item-divider xyxy=(501,2192,573,2193)
news-item-header xyxy=(9,942,86,957)
news-item-header xyxy=(335,829,412,843)
news-item-body: حکومت نے عوام کی سہولت کے لیے نئے منصوبوں کا اعلان کیا ہے جس کے تحت مختلف شعبوں میں اصلاحات کی جائیں گی اور اداروں کی کارکردگی بہتر بنانے کے لیے اقدامات کیے جائیں گے وزیر اعظم نے اجلاس کی صدارت کی اور متعلقہ حکام کو ہدایات جاری کیں کہ تمام منصوبے مقررہ مدت میں مکمل کیے جائیں تاکہ عوام کو ریلیف فراہم کیا جا سکے حکومت نے عوام کی سہولت کے لیے نئے منصوبوں کا اعلان کیا ہے جس کے تحت مختلف شعبوں میں اصلاحات کی جائیں گی اور اداروں کی کارکردگی بہتر بنانے کے لیے اقدامات کیے جائیں گے وزیر اعظم نے اجلاس کی صدارت کی اور متعلقہ حکام کو ہدایات جاری کیں کہ تمام منصوبے مقررہ مدت میں مکمل کیے جائیں تاکہ عوام کو ریلیف فراہم کیا جا سکے حکومت نے عوام کی سہولت کے لیے نئے منصوبوں کا اعلان کیا ہے جس کے تحت مختلف شعبوں میں اصلاحات کی جائیں گی اور اداروں کی کارکردگی بہتر بنانے کے لیے اقدامات کیے جائیں گے وزیر اعظم نے اجلاس کی صدارت کی اور متعلقہ حکام کو ہدایات جاری کیں کہ تمام منصوبے مقررہ مدت میں مکمل کیے جائیں تاکہ عوام کو ریلیف فراہم کیا جا سکے حکومت نے عوام کی سہولت کے لیے نئے منصوبوں کا اعلان کیا ہے جس کے تحت مختلف شعبوں میں اصلاحات کی جائیں گی اور اداروں کی کارکردگی بہتر بنانے کے لیے اقدامات کیے جائیں گے وزیر اعظم نے اجلاس کی صدارت کی اور متعلقہ حکام کو ہدایات جاری کیں کہ تمام منصوبے مقررہ مدت میں مکمل کیے جائیں تاکہ عوام کو ریلیف فراہم کیا جا سکے xyxy=(499,1806,575,2191)
column-6 xyxy=(171,17,250,2097)
news-item-header xyxy=(498,712,576,727)
item-divider xyxy=(338,1517,410,1518)
news-item-body: حکومت نے عوام کی سہولت کے لیے نئے منصوبوں کا اعلان کیا ہے جس کے تحت مختلف شعبوں میں اصلاحات کی جائیں گی اور اداروں کی کارکردگی بہتر بنانے کے لیے اقدامات کیے جائیں گے وزیر اعظم نے اجلاس کی صدارت کی اور متعلقہ حکام کو ہدایات جاری کیں کہ تمام منصوبے مقررہ مدت میں مکمل کیے جائیں تاکہ عوام کو ریلیف فراہم کیا جا سکے حکومت نے عوام کی سہولت کے لیے نئے منصوبوں کا اعلان کیا ہے جس کے تحت مختلف شعبوں میں اصلاحات کی جائیں گی اور اداروں کی کارکردگی بہتر بنانے کے لیے اقدامات کیے جائیں گے وزیر اعظم نے اجلاس کی صدارت کی اور متعلقہ حکام کو ہدایات جاری کیں کہ تمام منصوبے مقررہ مدت میں مکمل کیے جائیں تاکہ عوام کو ریلیف فراہم کیا جا سکے حکومت نے عوام کی سہولت کے لیے نئے منصوبوں کا اعلان کیا ہے جس کے تحت مختلف شعبوں میں اصلاحات کی جائیں گی اور اداروں کی کارکردگی بہتر بنانے کے لیے اقدامات کیے جائیں گے وزیر اعظم نے اجلاس کی صدارت کی اور متعلقہ حکام کو ہدایات جاری کیں کہ تمام منصوبے مقررہ مدت میں مکمل کیے جائیں تاکہ عوام کو ریلیف فراہم کیا جا سکے حکومت نے عوام کی سہولت کے لیے نئے منصوبوں کا اعلان کیا ہے جس کے تحت مختلف شعبوں میں اصلاحات کی جائیں گی اور اداروں کی کارکردگی بہتر بنانے کے لیے اقدامات کیے جائیں گے وزیر اعظم نے اجلاس کی صدارت کی اور متعلقہ حکام کو ہدایات جاری کیں کہ تمام منصوبے مقررہ مدت میں مکمل کیے جائیں تاکہ عوام کو ریلیف فراہم کیا جا سکے حکومت نے عوام کی سہولت کے لیے نئے منصوبوں کا اعلان کیا ہے جس کے تحت مختلف شعبوں میں اصلاحات کی جائیں گی اور اداروں کی کارکردگی بہتر بنانے کے لیے اقدامات کیے جائیں گے وزیر اعظم نے اجلاس کی صدارت کی اور متعلقہ حکام کو ہدایات جاری کیں کہ تمام منصوبے مقررہ مدت میں مکمل کیے جائیں تاکہ عوام کو ریلیف فراہم کیا جا سکے xyxy=(173,885,248,1365)
news-item-label: خبریں xyxy=(499,214,553,226)
item-divider xyxy=(93,826,165,827)
news-item-body: حکومت نے عوام کی سہولت کے لیے نئے منصوبوں کا اعلان کیا ہے جس کے تحت مختلف شعبوں میں اصلاحات کی جائیں گی اور اداروں کی کارکردگی بہتر بنانے کے لیے اقدامات کیے جائیں گے وزیر اعظم نے اجلاس کی صدارت کی اور متعلقہ حکام کو ہدایات جاری کیں کہ تمام منصوبے مقررہ مدت میں مکمل کیے جائیں تاکہ عوام کو ریلیف فراہم کیا جا سکے حکومت نے عوام کی سہولت کے لیے نئے منصوبوں کا اعلان کیا ہے جس کے تحت مختلف شعبوں میں اصلاحات کی جائیں گی اور اداروں کی کارکردگی بہتر بنانے کے لیے اقدامات کیے جائیں گے وزیر اعظم نے اجلاس کی صدارت کی اور متعلقہ حکام کو ہدایات جاری کیں کہ تمام منصوبے مقررہ مدت میں مکمل کیے جائیں تاکہ عوام کو ریلیف فراہم کیا جا سکے حکومت نے عوام کی سہولت کے لیے نئے منصوبوں کا اعلان کیا ہے جس کے تحت مختلف شعبوں میں اصلاحات کی جائیں گی اور اداروں کی کارکردگی بہتر بنانے کے لیے اقدامات کیے جائیں گے وزیر اعظم نے اجلاس کی صدارت کی اور متعلقہ حکام کو ہدایات جاری کیں کہ تمام منصوبے مقررہ مدت میں مکمل کیے جائیں تاکہ عوام کو ریلیف فراہم کیا جا سکے حکومت نے عوام کی سہولت کے لیے نئے منصوبوں کا اعلان کیا ہے جس کے تحت مختلف شعبوں میں اصلاحات کی جائیں گی اور اداروں کی کارکردگی بہتر بنانے کے لیے اقدامات کیے جائیں گے وزیر اعظم نے اجلاس کی صدارت کی اور متعلقہ حکام کو ہدایات جاری کیں کہ تمام منصوبے مقررہ مدت میں مکمل کیے جائیں تاکہ عوام کو ریلیف فراہم کیا جا سکے حکومت نے عوام کی سہولت کے لیے نئے منصوبوں کا اعلان کیا ہے جس کے تحت مختلف شعبوں میں اصلاحات کی جائیں گی اور اداروں کی کارکردگی بہتر بنانے کے لیے اقدامات کیے جائیں گے وزیر اعظم نے اجلاس کی صدارت کی اور متعلقہ حکام کو ہدایات جاری کیں کہ تمام منصوبے مقررہ مدت میں مکمل کیے جائیں تاکہ عوام کو ریلیف فراہم کیا جا سکے xyxy=(499,729,575,1208)
column-7 xyxy=(89,17,169,2056)
news-item-body: حکومت نے عوام کی سہولت کے لیے نئے منصوبوں کا اعلان کیا ہے جس کے تحت مختلف شعبوں میں اصلاحات کی جائیں گی اور اداروں کی کارکردگی بہتر بنانے کے لیے اقدامات کیے جائیں گے وزیر اعظم نے اجلاس کی صدارت کی اور متعلقہ حکام کو ہدایات جاری کیں کہ تمام منصوبے مقررہ مدت میں مکمل کیے جائیں تاکہ عوام کو ریلیف فراہم کیا جا سکے حکومت نے عوام کی سہولت کے لیے نئے منصوبوں کا اعلان کیا ہے جس کے تحت مختلف شعبوں میں اصلاحات کی جائیں گی اور اداروں کی کارکردگی بہتر بنانے کے لیے اقدامات کیے جائیں گے وزیر اعظم نے اجلاس کی صدارت کی اور متعلقہ حکام کو ہدایات جاری کیں کہ تمام منصوبے مقررہ مدت میں مکمل کیے جائیں تاکہ عوام کو ریلیف فراہم کیا جا سکے حکومت نے عوام کی سہولت کے لیے نئے منصوبوں کا اعلان کیا ہے جس کے تحت مختلف شعبوں میں اصلاحات کی جائیں گی اور اداروں کی کارکردگی بہتر بنانے کے لیے اقدامات کیے جائیں گے وزیر اعظم نے اجلاس کی صدارت کی اور متعلقہ حکام کو ہدایات جاری کیں کہ تمام منصوبے مقررہ مدت میں مکمل کیے جائیں تاکہ عوام کو ریلیف فراہم کیا جا سکے حکومت نے عوام کی سہولت کے لیے نئے منصوبوں کا اعلان کیا ہے جس کے تحت مختلف شعبوں میں اصلاحات کی جائیں گی اور اداروں کی کارکردگی بہتر بنانے کے لیے اقدامات کیے جائیں گے وزیر اعظم نے اجلاس کی صدارت کی اور متعلقہ حکام کو ہدایات جاری کیں کہ تمام منصوبے مقررہ مدت میں مکمل کیے جائیں تاکہ عوام کو ریلیف فراہم کیا جا سکے xyxy=(10,344,85,727)
news-item-label: خبریں xyxy=(499,2196,553,2208)
item-divider xyxy=(175,326,247,327)
item-divider xyxy=(582,324,654,325)
news-item-number: 6 xyxy=(635,1751,656,1764)
news-item xyxy=(89,1040,169,1155)
news-item-number: 36 xyxy=(146,617,167,630)
item-divider xyxy=(12,940,83,941)
news-item-body: حکومت نے عوام کی سہولت کے لیے نئے منصوبوں کا اعلان کیا ہے جس کے تحت مختلف شعبوں میں اصلاحات کی جائیں گی اور اداروں کی کارکردگی بہتر بنانے کے لیے اقدامات کیے جائیں گے وزیر اعظم نے اجلاس کی صدارت کی اور متعلقہ حکام کو ہدایات جاری کیں کہ تمام منصوبے مقررہ مدت میں مکمل کیے جائیں تاکہ عوام کو ریلیف فراہم کیا جا سکے حکومت نے عوام کی سہولت کے لیے نئے منصوبوں کا اعلان کیا ہے جس کے تحت مختلف شعبوں میں اصلاحات کی جائیں گی اور اداروں کی کارکردگی بہتر بنانے کے لیے اقدامات کیے جائیں گے وزیر اعظم نے اجلاس کی صدارت کی اور متعلقہ حکام کو ہدایات جاری کیں کہ تمام منصوبے مقررہ مدت میں مکمل کیے جائیں تاکہ عوام کو ریلیف فراہم کیا جا سکے حکومت نے عوام کی سہولت کے لیے نئے منصوبوں کا اعلان کیا ہے جس کے تحت مختلف شعبوں میں اصلاحات کی جائیں گی اور اداروں کی کارکردگی بہتر بنانے کے لیے اقدامات کیے جائیں گے وزیر اعظم نے اجلاس کی صدارت کی اور متعلقہ حکام کو ہدایات جاری کیں کہ تمام منصوبے مقررہ مدت میں مکمل کیے جائیں تاکہ عوام کو ریلیف فراہم کیا جا سکے حکومت نے عوام کی سہولت کے لیے نئے منصوبوں کا اعلان کیا ہے جس کے تحت مختلف شعبوں میں اصلاحات کی جائیں گی اور اداروں کی کارکردگی بہتر بنانے کے لیے اقدامات کیے جائیں گے وزیر اعظم نے اجلاس کی صدارت کی اور متعلقہ حکام کو ہدایات جاری کیں کہ تمام منصوبے مقررہ مدت میں مکمل کیے جائیں تاکہ عوام کو ریلیف فراہم کیا جا سکے xyxy=(580,1150,656,1535)
item-divider xyxy=(419,1308,491,1309)
news-item-body: حکومت نے عوام کی سہولت کے لیے نئے منصوبوں کا اعلان کیا ہے جس کے تحت مختلف شعبوں میں اصلاحات کی جائیں گی اور اداروں کی کارکردگی بہتر بنانے کے لیے اقدامات کیے جائیں گے وزیر اعظم نے اجلاس کی صدارت کی اور متعلقہ حکام کو ہدایات جاری کیں کہ تمام منصوبے مقررہ مدت میں مکمل کیے جائیں تاکہ عوام کو ریلیف فراہم کیا جا سکے حکومت نے عوام کی سہولت کے لیے نئے منصوبوں کا اعلان کیا ہے جس کے تحت مختلف شعبوں میں اصلاحات کی جائیں گی اور اداروں کی کارکردگی بہتر بنانے کے لیے اقدامات کیے جائیں گے وزیر اعظم نے اجلاس کی صدارت کی اور متعلقہ حکام کو ہدایات جاری کیں کہ تمام منصوبے مقررہ مدت میں مکمل کیے جائیں تاکہ عوام کو ریلیف فراہم کیا جا سکے xyxy=(173,1904,248,2097)
news-item-header xyxy=(172,562,249,577)
news-item xyxy=(334,17,413,211)
news-item-body: حکومت نے عوام کی سہولت کے لیے نئے منصوبوں کا اعلان کیا ہے جس کے تحت مختلف شعبوں میں اصلاحات کی جائیں گی اور اداروں کی کارکردگی بہتر بنانے کے لیے اقدامات کیے جائیں گے وزیر اعظم نے اجلاس کی صدارت کی اور متعلقہ حکام کو ہدایات جاری کیں کہ تمام منصوبے مقررہ مدت میں مکمل کیے جائیں تاکہ عوام کو ریلیف فراہم کیا جا سکے حکومت نے عوام کی سہولت کے لیے نئے منصوبوں کا اعلان کیا ہے جس کے تحت مختلف شعبوں میں اصلاحات کی جائیں گی اور اداروں کی کارکردگی بہتر بنانے کے لیے اقدامات کیے جائیں گے وزیر اعظم نے اجلاس کی صدارت کی اور متعلقہ حکام کو ہدایات جاری کیں کہ تمام منصوبے مقررہ مدت میں مکمل کیے جائیں تاکہ عوام کو ریلیف فراہم کیا جا سکے xyxy=(580,344,656,535)
news-item-body: حکومت نے عوام کی سہولت کے لیے نئے منصوبوں کا اعلان کیا ہے جس کے تحت مختلف شعبوں میں اصلاحات کی جائیں گی اور اداروں کی کارکردگی بہتر بنانے کے لیے اقدامات کیے جائیں گے وزیر اعظم نے اجلاس کی صدارت کی اور متعلقہ حکام کو ہدایات جاری کیں کہ تمام منصوبے مقررہ مدت میں مکمل کیے جائیں تاکہ عوام کو ریلیف فراہم کیا جا سکے حکومت نے عوام کی سہولت کے لیے نئے منصوبوں کا اعلان کیا ہے جس کے تحت مختلف شعبوں میں اصلاحات کی جائیں گی اور اداروں کی کارکردگی بہتر بنانے کے لیے اقدامات کیے جائیں گے وزیر اعظم نے اجلاس کی صدارت کی اور متعلقہ حکام کو ہدایات جاری کیں کہ تمام منصوبے مقررہ مدت میں مکمل کیے جائیں تاکہ عوام کو ریلیف فراہم کیا جا سکے حکومت نے عوام کی سہولت کے لیے نئے منصوبوں کا اعلان کیا ہے جس کے تحت مختلف شعبوں میں اصلاحات کی جائیں گی اور اداروں کی کارکردگی بہتر بنانے کے لیے اقدامات کیے جائیں گے وزیر اعظم نے اجلاس کی صدارت کی اور متعلقہ حکام کو ہدایات جاری کیں کہ تمام منصوبے مقررہ مدت میں مکمل کیے جائیں تاکہ عوام کو ریلیف فراہم کیا جا سکے حکومت نے عوام کی سہولت کے لیے نئے منصوبوں کا اعلان کیا ہے جس کے تحت مختلف شعبوں میں اصلاحات کی جائیں گی اور اداروں کی کارکردگی بہتر بنانے کے لیے اقدامات کیے جائیں گے وزیر اعظم نے اجلاس کی صدارت کی اور متعلقہ حکام کو ہدایات جاری کیں کہ تمام منصوبے مقررہ مدت میں مکمل کیے جائیں تاکہ عوام کو ریلیف فراہم کیا جا سکے xyxy=(417,537,493,920)
item-divider xyxy=(501,1788,573,1789)
news-item-header xyxy=(90,1752,168,1767)
news-item-header xyxy=(253,1346,331,1361)
news-item xyxy=(415,2119,495,2233)
news-item xyxy=(171,1369,250,1770)
news-item xyxy=(578,1538,658,1748)
news-item-header xyxy=(172,329,249,344)
item-divider xyxy=(93,306,165,307)
news-item-body: حکومت نے عوام کی سہولت کے لیے نئے منصوبوں کا اعلان کیا ہے جس کے تحت مختلف شعبوں میں اصلاحات کی جائیں گی اور اداروں کی کارکردگی بہتر بنانے کے لیے اقدامات کیے جائیں گے وزیر اعظم نے اجلاس کی صدارت کی اور متعلقہ حکام کو ہدایات جاری کیں کہ تمام منصوبے مقررہ مدت میں مکمل کیے جائیں تاکہ عوام کو ریلیف فراہم کیا جا سکے xyxy=(499,2210,575,2306)
news-item-body: حکومت نے عوام کی سہولت کے لیے نئے منصوبوں کا اعلان کیا ہے جس کے تحت مختلف شعبوں میں اصلاحات کی جائیں گی اور اداروں کی کارکردگی بہتر بنانے کے لیے اقدامات کیے جائیں گے وزیر اعظم نے اجلاس کی صدارت کی اور متعلقہ حکام کو ہدایات جاری کیں کہ تمام منصوبے مقررہ مدت میں مکمل کیے جائیں تاکہ عوام کو ریلیف فراہم کیا جا سکے حکومت نے عوام کی سہولت کے لیے نئے منصوبوں کا اعلان کیا ہے جس کے تحت مختلف شعبوں میں اصلاحات کی جائیں گی اور اداروں کی کارکردگی بہتر بنانے کے لیے اقدامات کیے جائیں گے وزیر اعظم نے اجلاس کی صدارت کی اور متعلقہ حکام کو ہدایات جاری کیں کہ تمام منصوبے مقررہ مدت میں مکمل کیے جائیں تاکہ عوام کو ریلیف فراہم کیا جا سکے xyxy=(336,17,412,209)
news-item-number: 43 xyxy=(64,732,85,744)
news-item xyxy=(8,19,87,325)
news-item-label: خبریں xyxy=(10,20,64,33)
news-item-body: حکومت نے عوام کی سہولت کے لیے نئے منصوبوں کا اعلان کیا ہے جس کے تحت مختلف شعبوں میں اصلاحات کی جائیں گی اور اداروں کی کارکردگی بہتر بنانے کے لیے اقدامات کیے جائیں گے وزیر اعظم نے اجلاس کی صدارت کی اور متعلقہ حکام کو ہدایات جاری کیں کہ تمام منصوبے مقررہ مدت میں مکمل کیے جائیں تاکہ عوام کو ریلیف فراہم کیا جا سکے حکومت نے عوام کی سہولت کے لیے نئے منصوبوں کا اعلان کیا ہے جس کے تحت مختلف شعبوں میں اصلاحات کی جائیں گی اور اداروں کی کارکردگی بہتر بنانے کے لیے اقدامات کیے جائیں گے وزیر اعظم نے اجلاس کی صدارت کی اور متعلقہ حکام کو ہدایات جاری کیں کہ تمام منصوبے مقررہ مدت میں مکمل کیے جائیں تاکہ عوام کو ریلیف فراہم کیا جا سکے xyxy=(580,1554,656,1746)
news-item xyxy=(578,1750,658,2248)
news-item-header xyxy=(172,1889,249,1903)
news-item xyxy=(171,446,250,560)
news-item-header xyxy=(416,1620,494,1635)
news-item xyxy=(415,1620,495,2118)
news-item-label: خبریں xyxy=(91,830,146,842)
item-divider xyxy=(419,1617,491,1618)
item-divider xyxy=(338,613,410,614)
news-item-header xyxy=(416,309,494,323)
news-item-label: خبریں xyxy=(580,328,635,341)
news-item-header xyxy=(579,1750,657,1765)
news-item-header xyxy=(253,540,331,554)
news-item-body: حکومت نے عوام کی سہولت کے لیے نئے منصوبوں کا اعلان کیا ہے جس کے تحت مختلف شعبوں میں اصلاحات کی جائیں گی اور اداروں کی کارکردگی بہتر بنانے کے لیے اقدامات کیے جائیں گے وزیر اعظم نے اجلاس کی صدارت کی اور متعلقہ حکام کو ہدایات جاری کیں کہ تمام منصوبے مقررہ مدت میں مکمل کیے جائیں تاکہ عوام کو ریلیف فراہم کیا جا سکے xyxy=(173,17,248,114)
news-item-body: حکومت نے عوام کی سہولت کے لیے نئے منصوبوں کا اعلان کیا ہے جس کے تحت مختلف شعبوں میں اصلاحات کی جائیں گی اور اداروں کی کارکردگی بہتر بنانے کے لیے اقدامات کیے جائیں گے وزیر اعظم نے اجلاس کی صدارت کی اور متعلقہ حکام کو ہدایات جاری کیں کہ تمام منصوبے مقررہ مدت میں مکمل کیے جائیں تاکہ عوام کو ریلیف فراہم کیا جا سکے حکومت نے عوام کی سہولت کے لیے نئے منصوبوں کا اعلان کیا ہے جس کے تحت مختلف شعبوں میں اصلاحات کی جائیں گی اور اداروں کی کارکردگی بہتر بنانے کے لیے اقدامات کیے جائیں گے وزیر اعظم نے اجلاس کی صدارت کی اور متعلقہ حکام کو ہدایات جاری کیں کہ تمام منصوبے مقررہ مدت میں مکمل کیے جائیں تاکہ عوام کو ریلیف فراہم کیا جا سکے حکومت نے عوام کی سہولت کے لیے نئے منصوبوں کا اعلان کیا ہے جس کے تحت مختلف شعبوں میں اصلاحات کی جائیں گی اور اداروں کی کارکردگی بہتر بنانے کے لیے اقدامات کیے جائیں گے وزیر اعظم نے اجلاس کی صدارت کی اور متعلقہ حکام کو ہدایات جاری کیں کہ تمام منصوبے مقررہ مدت میں مکمل کیے جائیں تاکہ عوام کو ریلیف فراہم کیا جا سکے xyxy=(10,36,85,323)
news-item-label: خبریں xyxy=(10,943,64,956)
item-divider xyxy=(338,210,410,211)
item-divider xyxy=(256,228,328,229)
news-item-body: حکومت نے عوام کی سہولت کے لیے نئے منصوبوں کا اعلان کیا ہے جس کے تحت مختلف شعبوں میں اصلاحات کی جائیں گی اور اداروں کی کارکردگی بہتر بنانے کے لیے اقدامات کیے جائیں گے وزیر اعظم نے اجلاس کی صدارت کی اور متعلقہ حکام کو ہدایات جاری کیں کہ تمام منصوبے مقررہ مدت میں مکمل کیے جائیں تاکہ عوام کو ریلیف فراہم کیا جا سکے حکومت نے عوام کی سہولت کے لیے نئے منصوبوں کا اعلان کیا ہے جس کے تحت مختلف شعبوں میں اصلاحات کی جائیں گی اور اداروں کی کارکردگی بہتر بنانے کے لیے اقدامات کیے جائیں گے وزیر اعظم نے اجلاس کی صدارت کی اور متعلقہ حکام کو ہدایات جاری کیں کہ تمام منصوبے مقررہ مدت میں مکمل کیے جائیں تاکہ عوام کو ریلیف فراہم کیا جا سکے حکومت نے عوام کی سہولت کے لیے نئے منصوبوں کا اعلان کیا ہے جس کے تحت مختلف شعبوں میں اصلاحات کی جائیں گی اور اداروں کی کارکردگی بہتر بنانے کے لیے اقدامات کیے جائیں گے وزیر اعظم نے اجلاس کی صدارت کی اور متعلقہ حکام کو ہدایات جاری کیں کہ تمام منصوبے مقررہ مدت میں مکمل کیے جائیں تاکہ عوام کو ریلیف فراہم کیا جا سکے حکومت نے عوام کی سہولت کے لیے نئے منصوبوں کا اعلان کیا ہے جس کے تحت مختلف شعبوں میں اصلاحات کی جائیں گی اور اداروں کی کارکردگی بہتر بنانے کے لیے اقدامات کیے جائیں گے وزیر اعظم نے اجلاس کی صدارت کی اور متعلقہ حکام کو ہدایات جاری کیں کہ تمام منصوبے مقررہ مدت میں مکمل کیے جائیں تاکہ عوام کو ریلیف فراہم کیا جا سکے حکومت نے عوام کی سہولت کے لیے نئے منصوبوں کا اعلان کیا ہے جس کے تحت مختلف شعبوں میں اصلاحات کی جائیں گی اور اداروں کی کارکردگی بہتر بنانے کے لیے اقدامات کیے جائیں گے وزیر اعظم نے اجلاس کی صدارت کی اور متعلقہ حکام کو ہدایات جاری کیں کہ تمام منصوبے مقررہ مدت میں مکمل کیے جائیں تاکہ عوام کو ریلیف فراہم کیا جا سکے حکومت نے عوام کی سہولت کے لیے نئے منصوبوں کا اعلان کیا ہے جس کے تحت مختلف شعبوں میں اصلاحات کی جائیں گی اور اداروں کی کارکردگی بہتر بنانے کے لیے اقدامات کیے جائیں گے وزیر اعظم نے اجلاس کی صدارت کی اور متعلقہ حکام کو ہدایات جاری کیں کہ تمام منصوبے مقررہ مدت میں مکمل کیے جائیں تاکہ عوام کو ریلیف فراہم کیا جا سکے xyxy=(254,768,330,1342)
news-item-label: خبریں xyxy=(580,1751,635,1764)
item-divider xyxy=(582,537,654,538)
news-item-number: 3 xyxy=(635,541,656,553)
news-item-body: حکومت نے عوام کی سہولت کے لیے نئے منصوبوں کا اعلان کیا ہے جس کے تحت مختلف شعبوں میں اصلاحات کی جائیں گی اور اداروں کی کارکردگی بہتر بنانے کے لیے اقدامات کیے جائیں گے وزیر اعظم نے اجلاس کی صدارت کی اور متعلقہ حکام کو ہدایات جاری کیں کہ تمام منصوبے مقررہ مدت میں مکمل کیے جائیں تاکہ عوام کو ریلیف فراہم کیا جا سکے حکومت نے عوام کی سہولت کے لیے نئے منصوبوں کا اعلان کیا ہے جس کے تحت مختلف شعبوں میں اصلاحات کی جائیں گی اور اداروں کی کارکردگی بہتر بنانے کے لیے اقدامات کیے جائیں گے وزیر اعظم نے اجلاس کی صدارت کی اور متعلقہ حکام کو ہدایات جاری کیں کہ تمام منصوبے مقررہ مدت میں مکمل کیے جائیں تاکہ عوام کو ریلیف فراہم کیا جا سکے حکومت نے عوام کی سہولت کے لیے نئے منصوبوں کا اعلان کیا ہے جس کے تحت مختلف شعبوں میں اصلاحات کی جائیں گی اور اداروں کی کارکردگی بہتر بنانے کے لیے اقدامات کیے جائیں گے وزیر اعظم نے اجلاس کی صدارت کی اور متعلقہ حکام کو ہدایات جاری کیں کہ تمام منصوبے مقررہ مدت میں مکمل کیے جائیں تاکہ عوام کو ریلیف فراہم کیا جا سکے حکومت نے عوام کی سہولت کے لیے نئے منصوبوں کا اعلان کیا ہے جس کے تحت مختلف شعبوں میں اصلاحات کی جائیں گی اور اداروں کی کارکردگی بہتر بنانے کے لیے اقدامات کیے جائیں گے وزیر اعظم نے اجلاس کی صدارت کی اور متعلقہ حکام کو ہدایات جاری کیں کہ تمام منصوبے مقررہ مدت میں مکمل کیے جائیں تاکہ عوام کو ریلیف فراہم کیا جا سکے xyxy=(173,1385,248,1768)
item-divider xyxy=(12,728,83,729)
news-item xyxy=(252,231,332,537)
news-item-body: حکومت نے عوام کی سہولت کے لیے نئے منصوبوں کا اعلان کیا ہے جس کے تحت مختلف شعبوں میں اصلاحات کی جائیں گی اور اداروں کی کارکردگی بہتر بنانے کے لیے اقدامات کیے جائیں گے وزیر اعظم نے اجلاس کی صدارت کی اور متعلقہ حکام کو ہدایات جاری کیں کہ تمام منصوبے مقررہ مدت میں مکمل کیے جائیں تاکہ عوام کو ریلیف فراہم کیا جا سکے حکومت نے عوام کی سہولت کے لیے نئے منصوبوں کا اعلان کیا ہے جس کے تحت مختلف شعبوں میں اصلاحات کی جائیں گی اور اداروں کی کارکردگی بہتر بنانے کے لیے اقدامات کیے جائیں گے وزیر اعظم نے اجلاس کی صدارت کی اور متعلقہ حکام کو ہدایات جاری کیں کہ تمام منصوبے مقررہ مدت میں مکمل کیے جائیں تاکہ عوام کو ریلیف فراہم کیا جا سکے حکومت نے عوام کی سہولت کے لیے نئے منصوبوں کا اعلان کیا ہے جس کے تحت مختلف شعبوں میں اصلاحات کی جائیں گی اور اداروں کی کارکردگی بہتر بنانے کے لیے اقدامات کیے جائیں گے وزیر اعظم نے اجلاس کی صدارت کی اور متعلقہ حکام کو ہدایات جاری کیں کہ تمام منصوبے مقررہ مدت میں مکمل کیے جائیں تاکہ عوام کو ریلیف فراہم کیا جا سکے حکومت نے عوام کی سہولت کے لیے نئے منصوبوں کا اعلان کیا ہے جس کے تحت مختلف شعبوں میں اصلاحات کی جائیں گی اور اداروں کی کارکردگی بہتر بنانے کے لیے اقدامات کیے جائیں گے وزیر اعظم نے اجلاس کی صدارت کی اور متعلقہ حکام کو ہدایات جاری کیں کہ تمام منصوبے مقررہ مدت میں مکمل کیے جائیں تاکہ عوام کو ریلیف فراہم کیا جا سکے حکومت نے عوام کی سہولت کے لیے نئے منصوبوں کا اعلان کیا ہے جس کے تحت مختلف شعبوں میں اصلاحات کی جائیں گی اور اداروں کی کارکردگی بہتر بنانے کے لیے اقدامات کیے جائیں گے وزیر اعظم نے اجلاس کی صدارت کی اور متعلقہ حکام کو ہدایات جاری کیں کہ تمام منصوبے مقررہ مدت میں مکمل کیے جائیں تاکہ عوام کو ریلیف فراہم کیا جا سکے xyxy=(580,1767,656,2246)
news-item-header xyxy=(9,19,86,34)
news-item-header xyxy=(579,540,657,554)
news-item xyxy=(578,1135,658,1536)
news-item xyxy=(89,1752,169,2058)
column-5 xyxy=(252,17,332,2033)
news-item-header xyxy=(416,521,494,536)
item-divider xyxy=(256,748,328,749)
news-item xyxy=(578,327,658,537)
item-divider xyxy=(582,2247,654,2248)
item-divider xyxy=(501,210,573,211)
news-item-number: 24 xyxy=(309,752,330,765)
news-item-label: خبریں xyxy=(173,563,227,576)
news-item-number: 17 xyxy=(472,2120,493,2132)
news-item xyxy=(171,17,250,116)
news-item-label: خبریں xyxy=(417,1621,472,1634)
news-item xyxy=(8,942,87,2015)
item-divider xyxy=(93,1038,165,1039)
news-item-label: خبریں xyxy=(417,2120,472,2132)
news-item-body: حکومت نے عوام کی سہولت کے لیے نئے منصوبوں کا اعلان کیا ہے جس کے تحت مختلف شعبوں میں اصلاحات کی جائیں گی اور اداروں کی کارکردگی بہتر بنانے کے لیے اقدامات کیے جائیں گے وزیر اعظم نے اجلاس کی صدارت کی اور متعلقہ حکام کو ہدایات جاری کیں کہ تمام منصوبے مقررہ مدت میں مکمل کیے جائیں تاکہ عوام کو ریلیف فراہم کیا جا سکے حکومت نے عوام کی سہولت کے لیے نئے منصوبوں کا اعلان کیا ہے جس کے تحت مختلف شعبوں میں اصلاحات کی جائیں گی اور اداروں کی کارکردگی بہتر بنانے کے لیے اقدامات کیے جائیں گے وزیر اعظم نے اجلاس کی صدارت کی اور متعلقہ حکام کو ہدایات جاری کیں کہ تمام منصوبے مقررہ مدت میں مکمل کیے جائیں تاکہ عوام کو ریلیف فراہم کیا جا سکے حکومت نے عوام کی سہولت کے لیے نئے منصوبوں کا اعلان کیا ہے جس کے تحت مختلف شعبوں میں اصلاحات کی جائیں گی اور اداروں کی کارکردگی بہتر بنانے کے لیے اقدامات کیے جائیں گے وزیر اعظم نے اجلاس کی صدارت کی اور متعلقہ حکام کو ہدایات جاری کیں کہ تمام منصوبے مقررہ مدت میں مکمل کیے جائیں تاکہ عوام کو ریلیف فراہم کیا جا سکے حکومت نے عوام کی سہولت کے لیے نئے منصوبوں کا اعلان کیا ہے جس کے تحت مختلف شعبوں میں اصلاحات کی جائیں گی اور اداروں کی کارکردگی بہتر بنانے کے لیے اقدامات کیے جائیں گے وزیر اعظم نے اجلاس کی صدارت کی اور متعلقہ حکام کو ہدایات جاری کیں کہ تمام منصوبے مقررہ مدت میں مکمل کیے جائیں تاکہ عوام کو ریلیف فراہم کیا جا سکے حکومت نے عوام کی سہولت کے لیے نئے منصوبوں کا اعلان کیا ہے جس کے تحت مختلف شعبوں میں اصلاحات کی جائیں گی اور اداروں کی کارکردگی بہتر بنانے کے لیے اقدامات کیے جائیں گے وزیر اعظم نے اجلاس کی صدارت کی اور متعلقہ حکام کو ہدایات جاری کیں کہ تمام منصوبے مقررہ مدت میں مکمل کیے جائیں تاکہ عوام کو ریلیف فراہم کیا جا سکے حکومت نے عوام کی سہولت کے لیے نئے منصوبوں کا اعلان کیا ہے جس کے تحت مختلف شعبوں میں اصلاحات کی جائیں گی اور اداروں کی کارکردگی بہتر بنانے کے لیے اقدامات کیے جائیں گے وزیر اعظم نے اجلاس کی صدارت کی اور متعلقہ حکام کو ہدایات جاری کیں کہ تمام منصوبے مقررہ مدت میں مکمل کیے جائیں تاکہ عوام کو ریلیف فراہم کیا جا سکے xyxy=(336,1519,412,2095)
news-item-header xyxy=(579,1135,657,1149)
item-divider xyxy=(93,613,165,614)
news-item-header xyxy=(90,829,168,843)
news-item-header xyxy=(9,2017,86,2031)
news-item xyxy=(415,521,495,923)
news-item-header xyxy=(416,2119,494,2133)
news-item xyxy=(171,117,250,327)
news-item-number: 1 xyxy=(635,20,656,33)
news-item-number: 30 xyxy=(227,563,248,576)
news-item-label: خبریں xyxy=(499,1792,553,1804)
news-item-number: 21 xyxy=(309,20,330,33)
news-item-body: حکومت نے عوام کی سہولت کے لیے نئے منصوبوں کا اعلان کیا ہے جس کے تحت مختلف شعبوں میں اصلاحات کی جائیں گی اور اداروں کی کارکردگی بہتر بنانے کے لیے اقدامات کیے جائیں گے وزیر اعظم نے اجلاس کی صدارت کی اور متعلقہ حکام کو ہدایات جاری کیں کہ تمام منصوبے مقررہ مدت میں مکمل کیے جائیں تاکہ عوام کو ریلیف فراہم کیا جا سکے حکومت نے عوام کی سہولت کے لیے نئے منصوبوں کا اعلان کیا ہے جس کے تحت مختلف شعبوں میں اصلاحات کی جائیں گی اور اداروں کی کارکردگی بہتر بنانے کے لیے اقدامات کیے جائیں گے وزیر اعظم نے اجلاس کی صدارت کی اور متعلقہ حکام کو ہدایات جاری کیں کہ تمام منصوبے مقررہ مدت میں مکمل کیے جائیں تاکہ عوام کو ریلیف فراہم کیا جا سکے حکومت نے عوام کی سہولت کے لیے نئے منصوبوں کا اعلان کیا ہے جس کے تحت مختلف شعبوں میں اصلاحات کی جائیں گی اور اداروں کی کارکردگی بہتر بنانے کے لیے اقدامات کیے جائیں گے وزیر اعظم نے اجلاس کی صدارت کی اور متعلقہ حکام کو ہدایات جاری کیں کہ تمام منصوبے مقررہ مدت میں مکمل کیے جائیں تاکہ عوام کو ریلیف فراہم کیا جا سکے حکومت نے عوام کی سہولت کے لیے نئے منصوبوں کا اعلان کیا ہے جس کے تحت مختلف شعبوں میں اصلاحات کی جائیں گی اور اداروں کی کارکردگی بہتر بنانے کے لیے اقدامات کیے جائیں گے وزیر اعظم نے اجلاس کی صدارت کی اور متعلقہ حکام کو ہدایات جاری کیں کہ تمام منصوبے مقررہ مدت میں مکمل کیے جائیں تاکہ عوام کو ریلیف فراہم کیا جا سکے xyxy=(417,924,493,1307)
news-item-label: خبریں xyxy=(254,752,309,765)
news-item-number: 32 xyxy=(227,1370,248,1382)
news-item xyxy=(171,1772,250,1887)
news-item-number: 4 xyxy=(635,1136,656,1148)
item-divider xyxy=(256,537,328,538)
news-item-number: 5 xyxy=(635,1539,656,1552)
news-item-body: حکومت نے عوام کی سہولت کے لیے نئے منصوبوں کا اعلان کیا ہے جس کے تحت مختلف شعبوں میں اصلاحات کی جائیں گی اور اداروں کی کارکردگی بہتر بنانے کے لیے اقدامات کیے جائیں گے وزیر اعظم نے اجلاس کی صدارت کی اور متعلقہ حکام کو ہدایات جاری کیں کہ تمام منصوبے مقررہ مدت میں مکمل کیے جائیں تاکہ عوام کو ریلیف فراہم کیا جا سکے حکومت نے عوام کی سہولت کے لیے نئے منصوبوں کا اعلان کیا ہے جس کے تحت مختلف شعبوں میں اصلاحات کی جائیں گی اور اداروں کی کارکردگی بہتر بنانے کے لیے اقدامات کیے جائیں گے وزیر اعظم نے اجلاس کی صدارت کی اور متعلقہ حکام کو ہدایات جاری کیں کہ تمام منصوبے مقررہ مدت میں مکمل کیے جائیں تاکہ عوام کو ریلیف فراہم کیا جا سکے حکومت نے عوام کی سہولت کے لیے نئے منصوبوں کا اعلان کیا ہے جس کے تحت مختلف شعبوں میں اصلاحات کی جائیں گی اور اداروں کی کارکردگی بہتر بنانے کے لیے اقدامات کیے جائیں گے وزیر اعظم نے اجلاس کی صدارت کی اور متعلقہ حکام کو ہدایات جاری کیں کہ تمام منصوبے مقررہ مدت میں مکمل کیے جائیں تاکہ عوام کو ریلیف فراہم کیا جا سکے حکومت نے عوام کی سہولت کے لیے نئے منصوبوں کا اعلان کیا ہے جس کے تحت مختلف شعبوں میں اصلاحات کی جائیں گی اور اداروں کی کارکردگی بہتر بنانے کے لیے اقدامات کیے جائیں گے وزیر اعظم نے اجلاس کی صدارت کی اور متعلقہ حکام کو ہدایات جاری کیں کہ تمام منصوبے مقررہ مدت میں مکمل کیے جائیں تاکہ عوام کو ریلیف فراہم کیا جا سکے حکومت نے عوام کی سہولت کے لیے نئے منصوبوں کا اعلان کیا ہے جس کے تحت مختلف شعبوں میں اصلاحات کی جائیں گی اور اداروں کی کارکردگی بہتر بنانے کے لیے اقدامات کیے جائیں گے وزیر اعظم نے اجلاس کی صدارت کی اور متعلقہ حکام کو ہدایات جاری کیں کہ تمام منصوبے مقررہ مدت میں مکمل کیے جائیں تاکہ عوام کو ریلیف فراہم کیا جا سکے حکومت نے عوام کی سہولت کے لیے نئے منصوبوں کا اعلان کیا ہے جس کے تحت مختلف شعبوں میں اصلاحات کی جائیں گی اور اداروں کی کارکردگی بہتر بنانے کے لیے اقدامات کیے جائیں گے وزیر اعظم نے اجلاس کی صدارت کی اور متعلقہ حکام کو ہدایات جاری کیں کہ تمام منصوبے مقررہ مدت میں مکمل کیے جائیں تاکہ عوام کو ریلیف فراہم کیا جا سکے xyxy=(91,1172,167,1748)
news-item-label: خبریں xyxy=(91,1041,146,1054)
news-item-header xyxy=(416,1311,494,1326)
news-item-body: حکومت نے عوام کی سہولت کے لیے نئے منصوبوں کا اعلان کیا ہے جس کے تحت مختلف شعبوں میں اصلاحات کی جائیں گی اور اداروں کی کارکردگی بہتر بنانے کے لیے اقدامات کیے جائیں گے وزیر اعظم نے اجلاس کی صدارت کی اور متعلقہ حکام کو ہدایات جاری کیں کہ تمام منصوبے مقررہ مدت میں مکمل کیے جائیں تاکہ عوام کو ریلیف فراہم کیا جا سکے حکومت نے عوام کی سہولت کے لیے نئے منصوبوں کا اعلان کیا ہے جس کے تحت مختلف شعبوں میں اصلاحات کی جائیں گی اور اداروں کی کارکردگی بہتر بنانے کے لیے اقدامات کیے جائیں گے وزیر اعظم نے اجلاس کی صدارت کی اور متعلقہ حکام کو ہدایات جاری کیں کہ تمام منصوبے مقررہ مدت میں مکمل کیے جائیں تاکہ عوام کو ریلیف فراہم کیا جا سکے حکومت نے عوام کی سہولت کے لیے نئے منصوبوں کا اعلان کیا ہے جس کے تحت مختلف شعبوں میں اصلاحات کی جائیں گی اور اداروں کی کارکردگی بہتر بنانے کے لیے اقدامات کیے جائیں گے وزیر اعظم نے اجلاس کی صدارت کی اور متعلقہ حکام کو ہدایات جاری کیں کہ تمام منصوبے مقررہ مدت میں مکمل کیے جائیں تاکہ عوام کو ریلیف فراہم کیا جا سکے حکومت نے عوام کی سہولت کے لیے نئے منصوبوں کا اعلان کیا ہے جس کے تحت مختلف شعبوں میں اصلاحات کی جائیں گی اور اداروں کی کارکردگی بہتر بنانے کے لیے اقدامات کیے جائیں گے وزیر اعظم نے اجلاس کی صدارت کی اور متعلقہ حکام کو ہدایات جاری کیں کہ تمام منصوبے مقررہ مدت میں مکمل کیے جائیں تاکہ عوام کو ریلیف فراہم کیا جا سکے حکومت نے عوام کی سہولت کے لیے نئے منصوبوں کا اعلان کیا ہے جس کے تحت مختلف شعبوں میں اصلاحات کی جائیں گی اور اداروں کی کارکردگی بہتر بنانے کے لیے اقدامات کیے جائیں گے وزیر اعظم نے اجلاس کی صدارت کی اور متعلقہ حکام کو ہدایات جاری کیں کہ تمام منصوبے مقررہ مدت میں مکمل کیے جائیں تاکہ عوام کو ریلیف فراہم کیا جا سکے حکومت نے عوام کی سہولت کے لیے نئے منصوبوں کا اعلان کیا ہے جس کے تحت مختلف شعبوں میں اصلاحات کی جائیں گی اور اداروں کی کارکردگی بہتر بنانے کے لیے اقدامات کیے جائیں گے وزیر اعظم نے اجلاس کی صدارت کی اور متعلقہ حکام کو ہدایات جاری کیں کہ تمام منصوبے مقررہ مدت میں مکمل کیے جائیں تاکہ عوام کو ریلیف فراہم کیا جا سکے xyxy=(580,555,656,1131)
news-item-number: 31 xyxy=(227,871,248,883)
news-item xyxy=(252,1346,332,2035)
item-divider xyxy=(256,1343,328,1344)
news-item-number: 10 xyxy=(553,713,575,726)
news-item-label: خبریں xyxy=(580,1136,635,1148)
news-item-number: 35 xyxy=(146,310,167,322)
news-item-label: خبریں xyxy=(580,541,635,553)
item-divider xyxy=(419,2232,491,2233)
item-divider xyxy=(93,1154,165,1155)
news-item xyxy=(497,17,577,211)
news-item-number: 18 xyxy=(390,214,412,226)
news-item-label: خبریں xyxy=(336,617,390,630)
column-4 xyxy=(334,17,413,2095)
news-item-label: خبریں xyxy=(173,330,227,343)
item-divider xyxy=(582,1132,654,1133)
news-item-header xyxy=(172,446,249,460)
news-item-header xyxy=(335,616,412,631)
news-item-number: 41 xyxy=(64,20,85,33)
item-divider xyxy=(175,1366,247,1367)
news-item xyxy=(334,616,413,826)
column-1 xyxy=(578,17,658,2574)
news-item xyxy=(415,17,495,307)
news-item xyxy=(89,309,169,614)
news-item-body: حکومت نے عوام کی سہولت کے لیے نئے منصوبوں کا اعلان کیا ہے جس کے تحت مختلف شعبوں میں اصلاحات کی جائیں گی اور اداروں کی کارکردگی بہتر بنانے کے لیے اقدامات کیے جائیں گے وزیر اعظم نے اجلاس کی صدارت کی اور متعلقہ حکام کو ہدایات جاری کیں کہ تمام منصوبے مقررہ مدت میں مکمل کیے جائیں تاکہ عوام کو ریلیف فراہم کیا جا سکے حکومت نے عوام کی سہولت کے لیے نئے منصوبوں کا اعلان کیا ہے جس کے تحت مختلف شعبوں میں اصلاحات کی جائیں گی اور اداروں کی کارکردگی بہتر بنانے کے لیے اقدامات کیے جائیں گے وزیر اعظم نے اجلاس کی صدارت کی اور متعلقہ حکام کو ہدایات جاری کیں کہ تمام منصوبے مقررہ مدت میں مکمل کیے جائیں تاکہ عوام کو ریلیف فراہم کیا جا سکے حکومت نے عوام کی سہولت کے لیے نئے منصوبوں کا اعلان کیا ہے جس کے تحت مختلف شعبوں میں اصلاحات کی جائیں گی اور اداروں کی کارکردگی بہتر بنانے کے لیے اقدامات کیے جائیں گے وزیر اعظم نے اجلاس کی صدارت کی اور متعلقہ حکام کو ہدایات جاری کیں کہ تمام منصوبے مقررہ مدت میں مکمل کیے جائیں تاکہ عوام کو ریلیف فراہم کیا جا سکے حکومت نے عوام کی سہولت کے لیے نئے منصوبوں کا اعلان کیا ہے جس کے تحت مختلف شعبوں میں اصلاحات کی جائیں گی اور اداروں کی کارکردگی بہتر بنانے کے لیے اقدامات کیے جائیں گے وزیر اعظم نے اجلاس کی صدارت کی اور متعلقہ حکام کو ہدایات جاری کیں کہ تمام منصوبے مقررہ مدت میں مکمل کیے جائیں تاکہ عوام کو ریلیف فراہم کیا جا سکے xyxy=(336,229,412,612)
news-item-label: خبریں xyxy=(173,1370,227,1382)
news-item-body: حکومت نے عوام کی سہولت کے لیے نئے منصوبوں کا اعلان کیا ہے جس کے تحت مختلف شعبوں میں اصلاحات کی جائیں گی اور اداروں کی کارکردگی بہتر بنانے کے لیے اقدامات کیے جائیں گے وزیر اعظم نے اجلاس کی صدارت کی اور متعلقہ حکام کو ہدایات جاری کیں کہ تمام منصوبے مقررہ مدت میں مکمل کیے جائیں تاکہ عوام کو ریلیف فراہم کیا جا سکے حکومت نے عوام کی سہولت کے لیے نئے منصوبوں کا اعلان کیا ہے جس کے تحت مختلف شعبوں میں اصلاحات کی جائیں گی اور اداروں کی کارکردگی بہتر بنانے کے لیے اقدامات کیے جائیں گے وزیر اعظم نے اجلاس کی صدارت کی اور متعلقہ حکام کو ہدایات جاری کیں کہ تمام منصوبے مقررہ مدت میں مکمل کیے جائیں تاکہ عوام کو ریلیف فراہم کیا جا سکے xyxy=(10,747,85,939)
news-item-body: حکومت نے عوام کی سہولت کے لیے نئے منصوبوں کا اعلان کیا ہے جس کے تحت مختلف شعبوں میں اصلاحات کی جائیں گی اور اداروں کی کارکردگی بہتر بنانے کے لیے اقدامات کیے جائیں گے وزیر اعظم نے اجلاس کی صدارت کی اور متعلقہ حکام کو ہدایات جاری کیں کہ تمام منصوبے مقررہ مدت میں مکمل کیے جائیں تاکہ عوام کو ریلیف فراہم کیا جا سکے حکومت نے عوام کی سہولت کے لیے نئے منصوبوں کا اعلان کیا ہے جس کے تحت مختلف شعبوں میں اصلاحات کی جائیں گی اور اداروں کی کارکردگی بہتر بنانے کے لیے اقدامات کیے جائیں گے وزیر اعظم نے اجلاس کی صدارت کی اور متعلقہ حکام کو ہدایات جاری کیں کہ تمام منصوبے مقررہ مدت میں مکمل کیے جائیں تاکہ عوام کو ریلیف فراہم کیا جا سکے xyxy=(499,17,575,209)
news-item-body: حکومت نے عوام کی سہولت کے لیے نئے منصوبوں کا اعلان کیا ہے جس کے تحت مختلف شعبوں میں اصلاحات کی جائیں گی اور اداروں کی کارکردگی بہتر بنانے کے لیے اقدامات کیے جائیں گے وزیر اعظم نے اجلاس کی صدارت کی اور متعلقہ حکام کو ہدایات جاری کیں کہ تمام منصوبے مقررہ مدت میں مکمل کیے جائیں تاکہ عوام کو ریلیف فراہم کیا جا سکے حکومت نے عوام کی سہولت کے لیے نئے منصوبوں کا اعلان کیا ہے جس کے تحت مختلف شعبوں میں اصلاحات کی جائیں گی اور اداروں کی کارکردگی بہتر بنانے کے لیے اقدامات کیے جائیں گے وزیر اعظم نے اجلاس کی صدارت کی اور متعلقہ حکام کو ہدایات جاری کیں کہ تمام منصوبے مقررہ مدت میں مکمل کیے جائیں تاکہ عوام کو ریلیف فراہم کیا جا سکے حکومت نے عوام کی سہولت کے لیے نئے منصوبوں کا اعلان کیا ہے جس کے تحت مختلف شعبوں میں اصلاحات کی جائیں گی اور اداروں کی کارکردگی بہتر بنانے کے لیے اقدامات کیے جائیں گے وزیر اعظم نے اجلاس کی صدارت کی اور متعلقہ حکام کو ہدایات جاری کیں کہ تمام منصوبے مقررہ مدت میں مکمل کیے جائیں تاکہ عوام کو ریلیف فراہم کیا جا سکے xyxy=(254,248,330,535)
news-item-body: حکومت نے عوام کی سہولت کے لیے نئے منصوبوں کا اعلان کیا ہے جس کے تحت مختلف شعبوں میں اصلاحات کی جائیں گی اور اداروں کی کارکردگی بہتر بنانے کے لیے اقدامات کیے جائیں گے وزیر اعظم نے اجلاس کی صدارت کی اور متعلقہ حکام کو ہدایات جاری کیں کہ تمام منصوبے مقررہ مدت میں مکمل کیے جائیں تاکہ عوام کو ریلیف فراہم کیا جا سکے xyxy=(417,2135,493,2231)
news-item xyxy=(497,2195,577,2309)
news-item-header xyxy=(335,213,412,227)
news-item-number: 39 xyxy=(146,1158,167,1171)
item-divider xyxy=(501,1209,573,1210)
news-item-number: 28 xyxy=(227,446,248,459)
news-item-label: خبریں xyxy=(173,446,227,459)
news-item-number: 27 xyxy=(227,330,248,343)
news-item xyxy=(497,213,577,710)
news-item-body: حکومت نے عوام کی سہولت کے لیے نئے منصوبوں کا اعلان کیا ہے جس کے تحت مختلف شعبوں میں اصلاحات کی جائیں گی اور اداروں کی کارکردگی بہتر بنانے کے لیے اقدامات کیے جائیں گے وزیر اعظم نے اجلاس کی صدارت کی اور متعلقہ حکام کو ہدایات جاری کیں کہ تمام منصوبے مقررہ مدت میں مکمل کیے جائیں تاکہ عوام کو ریلیف فراہم کیا جا سکے xyxy=(173,1789,248,1885)
news-item xyxy=(8,731,87,941)
news-item xyxy=(8,327,87,729)
item-divider xyxy=(12,324,83,325)
news-item-number: 13 xyxy=(472,310,493,322)
news-item-label: خبریں xyxy=(173,871,227,883)
news-item-header xyxy=(579,2250,657,2264)
